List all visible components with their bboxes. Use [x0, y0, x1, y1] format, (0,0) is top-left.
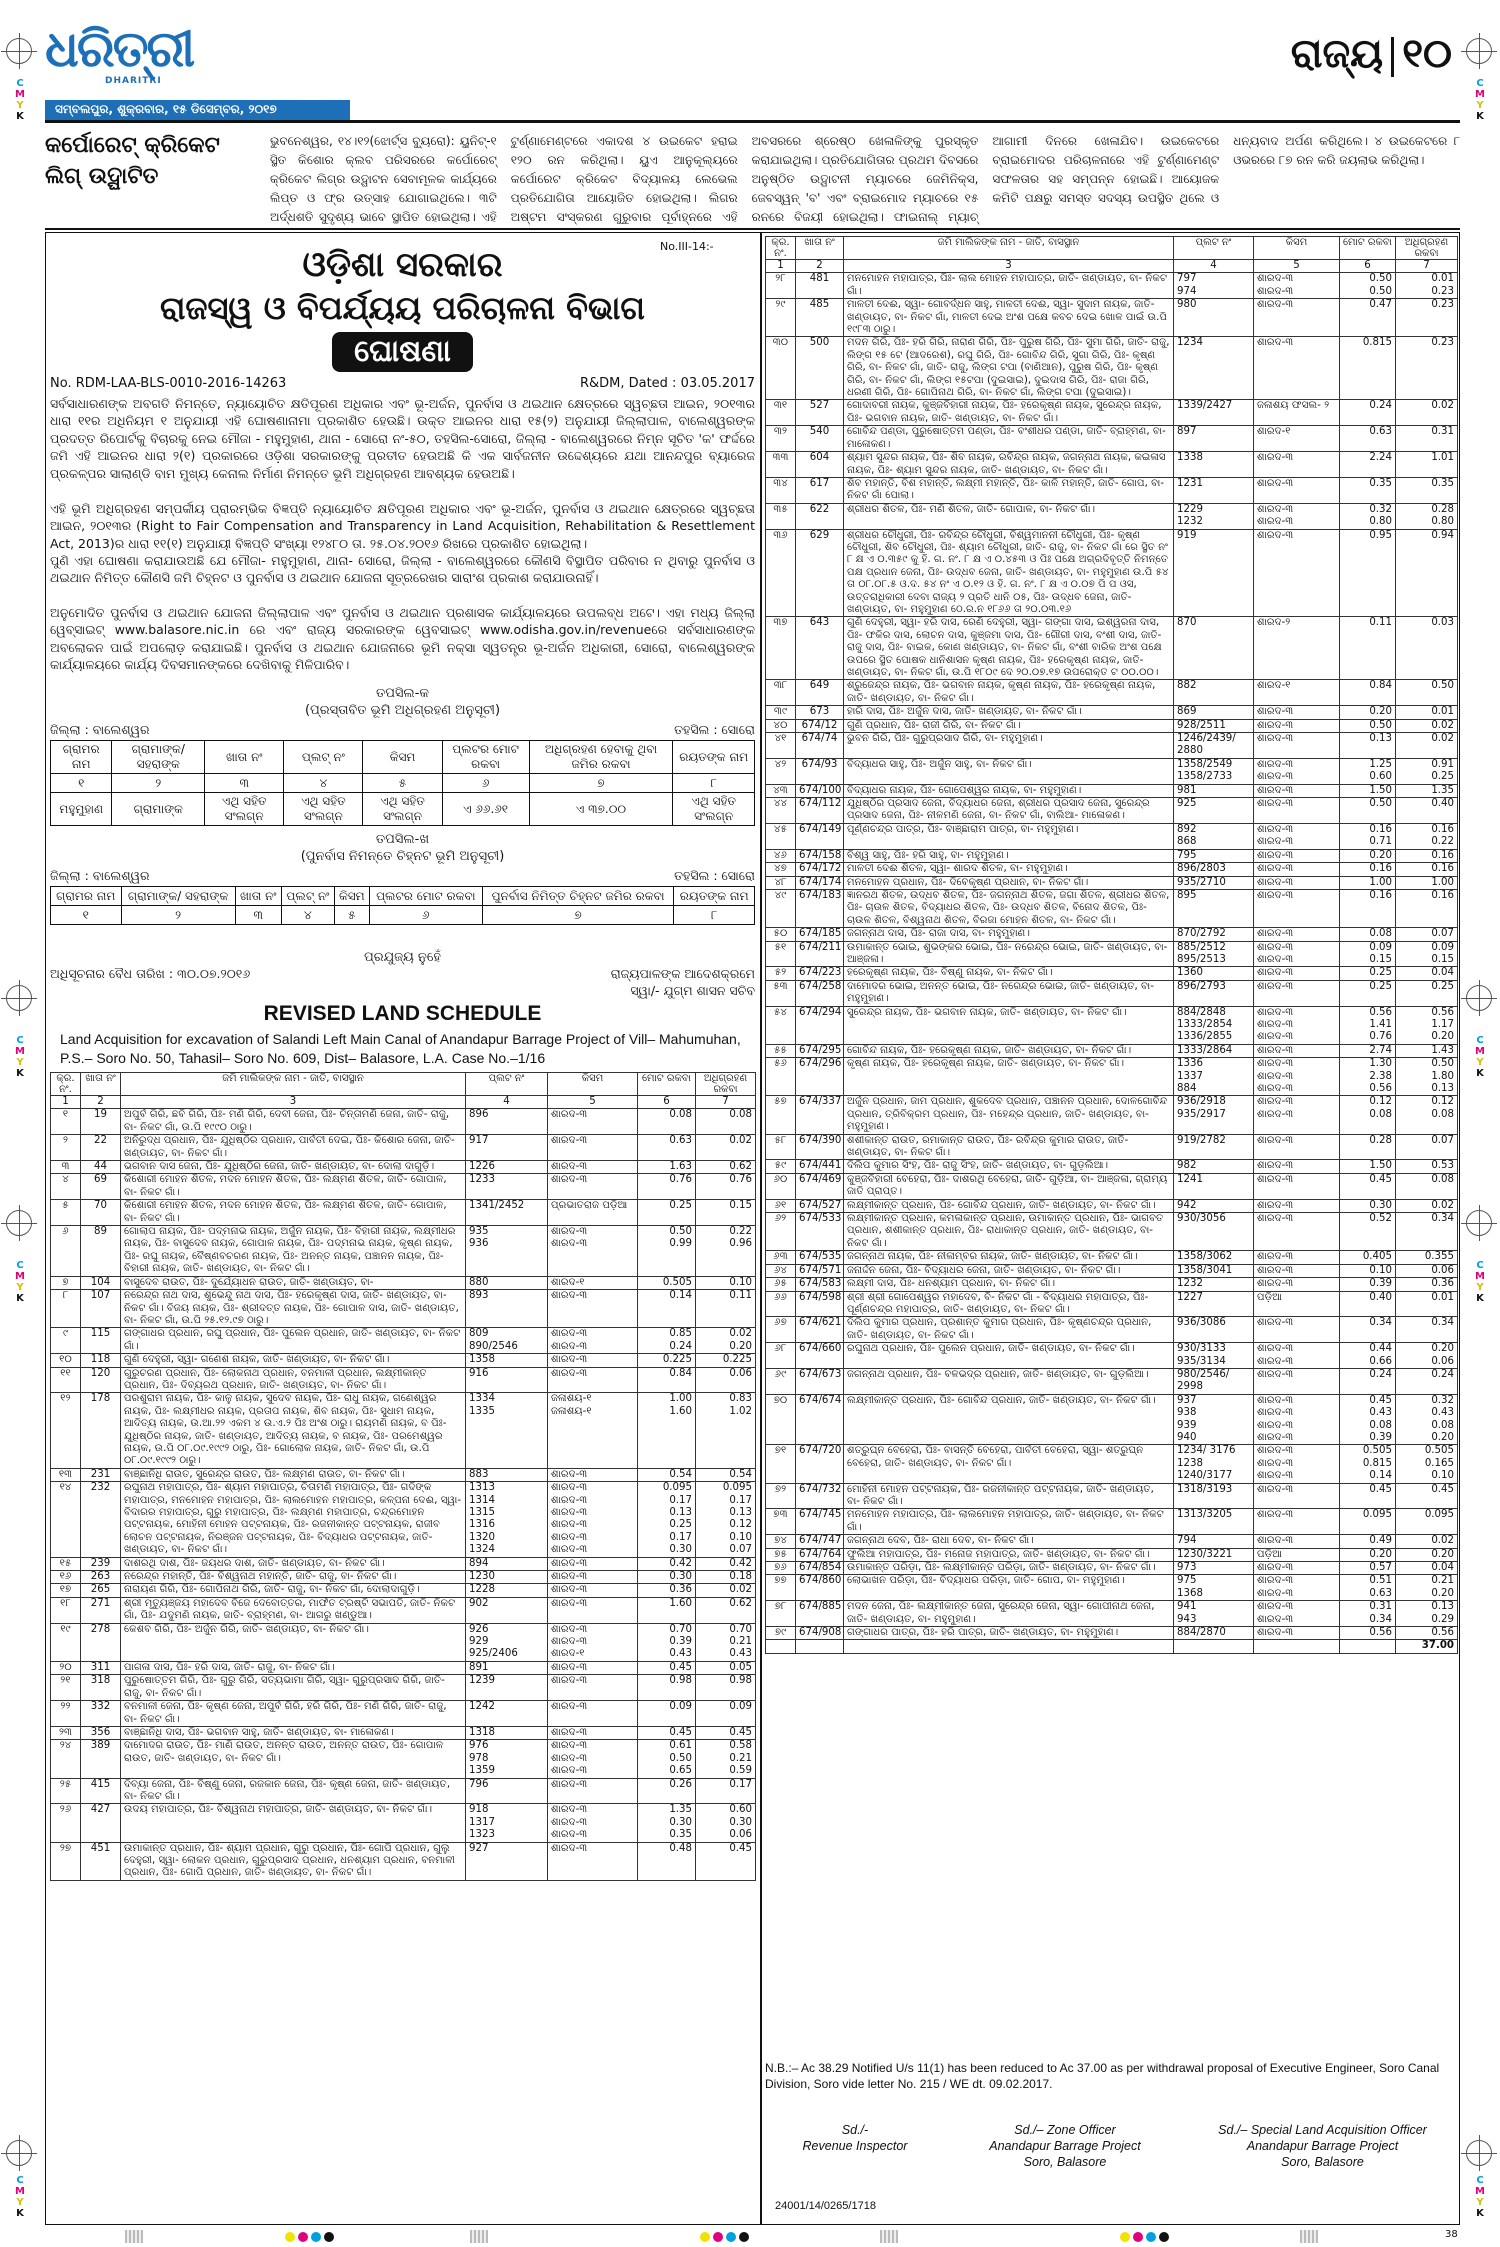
table-row: ୬୩ 674/535 ଜଗନ୍ନାଥ ନାୟକ, ପିଃ- ନୀଳାମ୍ବର ନାୟକ, ଜାତି- ଖଣ୍ଡାୟତ, ବା- ନିକଟ ଗାଁ। 1358/3062 ଶାରଦ-୩ 0.405 0.355 [766, 1251, 1458, 1264]
table-row: ୩୫ 622 ଶ୍ରୀଧର ଶିତଳ, ପିଃ- ମଣି ଶିତଳ, ଜାତି- ଗୋପାଳ, ବା- ନିକଟ ଗାଁ। 1229 1232 ଶାରଦ-୩ ଶାରଦ-୩ 0.32 0.80 0.28 0.80 [766, 503, 1458, 529]
reference-number: No. RDM-LAA-BLS-0010-2016-14263 [50, 376, 287, 391]
schedule-b-title: ତପସିଲ-ଖ [375, 832, 430, 847]
table-row: ୩୬ 629 ଶ୍ରୀଧର ଚୌଧୁରୀ, ପିଃ- ରବିନ୍ଦ୍ର ଚୌଧୁରୀ, ବିଶ୍ୱମାନନୀ ଚୌଧୁରୀ, ପିଃ- କୃଷ୍ଣ ଚୌଧୁରୀ, ଶିବ ଚୌଧୁରୀ, ପିଃ- ଶ୍ୟାମ ଚୌଧୁରୀ, ଜାତି- ରାଜୁ, ବା- ନିକଟ ଗାଁ ରେ ସ୍ଥିତ ନଂ ୮ କ୍ଷ ଏ ୦.୩୫୯ କୁ ହି. ଗ. ନଂ. ୮ କ୍ଷ ଏ ୦.୪୫୩ ଓ ପିଃ ପକ୍ଷେ ଅଗ୍ରଦିବୃତ୍ତି ନିମନ୍ତେ ପକ୍ଷ ପ୍ରଧାନ ଜେନା, ପିଃ- ଉଦ୍ଧବ ଜେନା, ଜାତି- ଖଣ୍ଡାୟତ, ବା- ମହୁମୁହାଣ ଉ.ପି ୫୪ ତା ୦୮.୦୮.୫ ଓ.ଦ. ୫୪ ନଂ ଏ ୦.୧୨ ଓ ହି. ଗ. ନଂ. ୮ କ୍ଷ ଏ ୦.୦୭ ପି ପ ଓସ, ଉତ୍ତରାଧିକାରୀ ଦେବା ରାଜ୍ୟ ୨ ପ୍ରତି ଧାନି ୦୫, ପିଃ- ଉଦ୍ଧବ ଜେନା, ଜାତି- ଖଣ୍ଡାୟତ, ବା- ମହୁମୁହାଣ ଠେ.ର.ନ ୧୮୬୬ ତା ୨୦.୦୩.୧୬ 919 ଶାରଦ-୩ 0.95 0.94 [766, 529, 1458, 617]
gray-bar [1300, 2230, 1318, 2243]
table-row: ୪୦ 674/12 ଗୁଣି ପ୍ରଧାନ, ପିଃ- ରାଜୀ ଗିରି, ବା- ନିକଟ ଗାଁ। 928/2511 ଶାରଦ-୩ 0.50 0.02 [766, 719, 1458, 732]
table-row: ୩୯ 673 ହାରି ଦାସ, ପିଃ- ଅର୍ଜୁନ ଦାସ, ଜାତି- ଖଣ୍ଡାୟତ, ବା- ନିକଟ ଗାଁ। 869 ଶାରଦ-୩ 0.20 0.01 [766, 706, 1458, 719]
gray-bar [880, 2230, 898, 2243]
government-heading [50, 244, 755, 372]
table-row: ୭୨ 674/732 ମୋହିନୀ ମୋହନ ପଟ୍ଟନାୟକ, ପିଃ- ରଜନୀକାନ୍ତ ପଟ୍ଟନାୟକ, ଜାତି- ଖଣ୍ଡାୟତ, ବା- ନିକଟ ଗାଁ। 1318/3193 ଶାରଦ-୩ 0.45 0.45 [766, 1483, 1458, 1509]
color-swatches [285, 2232, 334, 2242]
table-row: ୫୨ 674/223 ହରେକୃଷ୍ଣ ନାୟକ, ପିଃ- ବିଷ୍ଣୁ ନାୟକ, ବା- ନିକଟ ଗାଁ। 1360 ଶାରଦ-୩ 0.25 0.04 [766, 967, 1458, 980]
table-row: ୩୨ 540 ଗୋବିନ୍ଦ ପଣ୍ଡା, ପୁରୁଷୋତ୍ତମ ପଣ୍ଡା, ପିଃ- ବଂଶୀଧର ପଣ୍ଡା, ଜାତି- ବ୍ରାହ୍ମଣ, ବା- ମାଳୋକଣ। 897 ଶାରଦ-୧ 0.63 0.31 [766, 426, 1458, 452]
table-row: ୭୭ 674/860 ଲୋଭାଖନ ପରିଡ଼ା, ପିଃ- ବିଦ୍ୟାଧର ପରିଡ଼ା, ଜାତି- ଗୋପ, ବା- ମହୁମୁହାଣ। 975 1368 ଶାରଦ-୩ ଶାରଦ-୩ 0.51 0.63 0.21 0.20 [766, 1575, 1458, 1601]
news-article [45, 130, 1460, 225]
table-row: ୬୪ 674/571 ଜନାର୍ଦ୍ଦନ ଜେନା, ପିଃ- ବିଦ୍ୟାଧର ଜେନା, ଜାତି- ଖଣ୍ଡାୟତ, ବା- ନିକଟ ଗାଁ। 1358/3041 ଶାରଦ-୩ 0.10 0.06 [766, 1264, 1458, 1277]
total-row [766, 1640, 1458, 1653]
column-divider [760, 232, 762, 2225]
district-label: ଜିଲ୍ଲା : ବାଲେଶ୍ୱର [50, 722, 150, 737]
reference-line [50, 376, 755, 391]
news-body: ଭୁବନେଶ୍ୱର, ୧୪।୧୨(ଝୋର୍ଟ୍ସ ବ୍ୟୁରୋ): ୟୁନିଟ୍-୧ ସ୍ଥିତ କିଶୋର କ୍ଲବ ପରିସରରେ କର୍ପୋରେଟ୍ କ୍ରିକେଟ ଲିଗ୍ର ଉଦ୍ଘାଟନ ସେବାମୂଳକ କାର୍ଯ୍ୟରେ ଲିପ୍ତ ଓ ଫ୍ର ଉତ୍ସାହ ଯୋଗାଇଥିଲେ। ୩ଟି ଅର୍ଦ୍ଧଶତି ସୁଦୃଶ୍ୟ ଭାବେ ସ୍ଥାପିତ ହୋଇଥିଲା। ଏହି ଟୁର୍ଣ୍ଣାମେଣ୍ଟରେ ଏକାଦଶ ୪ ଉଇକେଟ ହରାଇ ୧୨୦ ରନ କରିଥିଲା। ୟୁଏ ଆନୁକୂଲ୍ୟରେ କର୍ପୋରେଟ କ୍ରିକେଟ ବିଦ୍ୟାଳୟ ଲେଭେଲ ପ୍ରତିଯୋଗିତା ଆୟୋଜିତ ହୋଇଥିଲା। ଲିଗର ଅଷ୍ଟମ ସଂସ୍କରଣ ଗୁରୁବାର ପୂର୍ବାହ୍ନରେ ଏହି ଅବସରରେ ଶ୍ରେଷ୍ଠ ଖେଳାଳିଙ୍କୁ ପୁରସ୍କୃତ କରାଯାଇଥିଲା। ପ୍ରତିଯୋଗିତାର ପ୍ରଥମ ଦିବସରେ ଅନୁଷ୍ଠିତ ଉଦ୍ଘାଟନୀ ମ୍ୟାଚରେ ଜେମିନିକ୍ସ, ଜେବସ୍ୱନ୍ 'ବ' ଏବଂ ବ୍ରାଇମୋଦ ମ୍ୟାଚରେ ୧୫ ରନରେ ବିଜୟୀ ହୋଇଥିଲା। ଫାଇନାଲ୍ ମ୍ୟାଚ୍ ଆଗାମୀ ଦିନରେ ଖେଳାଯିବ। ଉଇକେଟରେ ବ୍ରାଇମୋଦର ପରିଚାଳନାରେ ଏହି ଟୁର୍ଣ୍ଣାମେଣ୍ଟ ସଫଳତାର ସହ ସମ୍ପନ୍ନ ହୋଇଛି। ଆୟୋଜକ କମିଟି ପକ୍ଷରୁ ସମସ୍ତ ସଦସ୍ୟ ଉପସ୍ଥିତ ଥିଲେ ଓ ଧନ୍ୟବାଦ ଅର୍ପଣ କରିଥିଲେ। ୪ ଉଇକେଟରେ ୮ ଓଭରରେ ୮୭ ରନ କରି ଜୟଲାଭ କରିଥିଲା। [270, 134, 1460, 224]
notice-paragraph-2: ଏହି ଭୂମି ଅଧିଗ୍ରହଣ ସମ୍ପର୍କୀୟ ପ୍ରାରମ୍ଭିକ ବିଜ୍ଞପ୍ତି ନ୍ୟାୟୋଚିତ କ୍ଷତିପୂରଣ ଅଧିକାର ଏବଂ ଭୂ-ଅର୍ଜନ, ପୁନର୍ବାସ ଓ ଥଇଥାନ କ୍ଷେତ୍ରରେ ସ୍ୱଚ୍ଛତା ଆଇନ, ୨୦୧୩ର (Right to Fair Compensation and Transparency in Land Acquisition, Rehabilitation & Resettlement Act, 2013)ର ଧାରା ୧୧(୧) ଅନୁଯାୟୀ ବିଜ୍ଞପ୍ତି ସଂଖ୍ୟା ୧୨୪୮୦ ତା. ୨୫.୦୪.୨୦୧୬ ରିଖରେ ପ୍ରକାଶିତ ହୋଇଥିଲା। [50, 501, 755, 551]
table-row: ୧୭ 265 ନାରାୟଣ ଗିରି, ପିଃ- ଗୋପିନାଥ ଗିରି, ଜାତି- ରାଜୁ, ବା- ନିକଟ ଗାଁ, ଦୋଲାଦାଗୁଡ଼ି। 1228 ଶାରଦ-୩ 0.36 0.02 [51, 1584, 756, 1597]
notice-number: No.III-14:- [660, 240, 714, 253]
declaration-badge: ଘୋଷଣା [332, 332, 473, 372]
registration-mark-bottom-left [6, 2140, 32, 2166]
schedule-a-table: ଗ୍ରାମର ନାମ ଗ୍ରାମାଙ୍କ/ ସହରାଙ୍କ ଖାତା ନଂ ପ୍ଲଟ୍ ନଂ କିସମ ପ୍ଲଟର ମୋଟ ରକବା ଅଧିଗ୍ରହଣ ହେବାକୁ ଥିବା ଜମିର ରକବା ରୟତଙ୍କ ନାମ ୧ ୨ ୩ ୪ ୫ ୬ ୭ ୮ ମହୁମୁହାଣ ଗ୍ରାମାଙ୍କ ଏଥି ସହିତ ସଂଲଗ୍ନ ଏଥି ସହିତ ସଂଲଗ୍ନ ଏଥି ସହିତ ସଂଲଗ୍ନ ଏ ୬୬.୬୧ ଏ ୩୭.୦୦ ଏଥି ସହିତ ସଂଲଗ୍ନ [50, 740, 755, 826]
table-row: ୭୩ 674/745 ମନମୋହନ ମହାପାତ୍ର, ପିଃ- ଲାଲମୋହନ ମହାପାତ୍ର, ଜାତି- ଖଣ୍ଡାୟତ, ବା- ନିକଟ ଗାଁ। 1313/3205 ଶାରଦ-୩ 0.095 0.095 [766, 1509, 1458, 1535]
district-label: ଜିଲ୍ଲା : ବାଲେଶ୍ୱର [50, 868, 150, 883]
registration-mark-top-left [6, 38, 32, 64]
table-row: ୪୫ 674/149 ପୂର୍ଣ୍ଣଚନ୍ଦ୍ର ପାତ୍ର, ପିଃ- ବାଞ୍ଛାରାମ ପାତ୍ର, ବା- ମହୁମୁହାଣ। 892 868 ଶାରଦ-୩ ଶାରଦ-୩ 0.16 0.71 0.16 0.22 [766, 823, 1458, 849]
signature-land-acquisition-officer: Sd./– Special Land Acquisition Officer Anandapur Barrage Project Soro, Balasore [1218, 2123, 1427, 2169]
cmyk-strip: C M Y K [15, 78, 25, 122]
table-row: ୮ 107 ନରେନ୍ଦ୍ର ନାଥ ଦାସ, ଶୁଭେନ୍ଦୁ ନାଥ ଦାସ, ପିଃ- ହରେକୃଷ୍ଣ ଦାସ, ଜାତି- ଖଣ୍ଡାୟତ, ବା- ନିକଟ ଗାଁ। ବିଜୟ ନାୟକ, ପିଃ- ଶ୍ରୀଦତ୍ତ ନାୟକ, ପିଃ- ଗୋପାଳ ଦାସ, ଜାତି- ଖଣ୍ଡାୟତ, ବା- ନିକଟ ଗାଁ, ଉ.ପି ୨୫.୧୨.୯୭ ଠାରୁ। 893 ଶାରଦ-୩ 0.14 0.11 [51, 1290, 756, 1328]
schedule-a-title: ତପସିଲ-କ [375, 686, 430, 701]
table-row: ୫୬ 674/296 କୃଷ୍ଣ ନାୟକ, ପିଃ- ହରେକୃଷ୍ଣ ନାୟକ, ଜାତି- ଖଣ୍ଡାୟତ, ବା- ନିକଟ ଗାଁ। 1336 1337 884 ଶାରଦ-୩ ଶାରଦ-୩ ଶାରଦ-୩ 1.30 2.38 0.56 0.50 1.80 0.13 [766, 1058, 1458, 1096]
registration-mark-low-left [6, 1210, 32, 1236]
cmyk-strip: C M Y K [15, 1035, 25, 1079]
table-row: ୪୯ 674/183 ଜ୍ଞାନରଥ ଶିତଳ, ଉଦ୍ଧବ ଶିତଳ, ପିଃ- ଜଗନ୍ନାଥ ଶିତଳ, ଜଗା ଶିତଳ, ଶ୍ରୀଧର ଶିତଳ, ପିଃ- ଚାଉଳ ଶିତଳ, ବିଦ୍ୟାଧର ଶିତଳ, ପିଃ- ଉଦ୍ଧବ ଶିତଳ, ବିନୋଦ ଶିତଳ, ପିଃ- ଚାଉଳ ଶିତଳ, ବିଶ୍ୱନାଥ ଶିତଳ, ବିରଜା ମୋହନ ଶିତଳ, ବା- ନିକଟ ଗାଁ। 895 ଶାରଦ-୩ 0.16 0.16 [766, 889, 1458, 927]
table-row: ୧୨ 178 ପରଶୁରାମ ନାୟକ, ପିଃ- କାଳୁ ନାୟକ, ସୁଦେବ ନାୟକ, ପିଃ- ରାଧୁ ନାୟକ, ଗଣେଶ୍ୱର ନାୟକ, ପିଃ- ଲକ୍ଷ୍ମୀଧର ନାୟକ, ପ୍ରତାପ ନାୟକ, ଶିବ ନାୟକ, ପିଃ- ସୁଧାମ ନାୟକ, ଆଦିତ୍ୟ ନାୟକ, ଉ.ଆ.୨୨ ଏକମ ୪ ଉ.ଏ.୨ ପିଃ ଅଂଶ ଠାରୁ। ରାୟମଣି ନାୟକ, ବ ପିଃ- ଯୁଧିଷ୍ଠିର ନାୟକ, ଜାତି- ଖଣ୍ଡାୟତ, ଆଦିତ୍ୟ ନାୟକ, ବ ନାୟକ, ପିଃ- ପରମେଶ୍ୱର ନାୟକ, ଉ.ପି ୦୮.୦୯.୧୯୯୨ ଠାରୁ, ପିଃ- ଗୋଲୋକ ନାୟକ, ଜାତି- ନିକଟ ଗାଁ, ଉ.ପି ୦୮.୦୯.୧୯୯୨ ଠାରୁ। 1334 1335 ଜଳାଶୟ-୧ ଜଳାଶୟ-୧ 1.00 1.60 0.83 1.02 [51, 1393, 756, 1468]
signature-revenue-inspector: Sd./- Revenue Inspector [802, 2123, 908, 2153]
table-row: ୫୯ 674/441 ଦିଲିପ କୁମାର ସିଂହ, ପିଃ- ରାଜୁ ସିଂହ, ଜାତି- ଖଣ୍ଡାୟତ, ବା- ଗୁଡ଼ଲିଆ। 982 ଶାରଦ-୩ 1.50 0.53 [766, 1160, 1458, 1173]
table-row: ୭୧ 674/720 ଶତ୍ରୁଘ୍ନ ବେହେରା, ପିଃ- ବାସନ୍ତି ବେହେରା, ପାର୍ବତୀ ବେହେରା, ସ୍ୱା- ଶତ୍ରୁଘ୍ନ ବେହେରା, ଜାତି- ଖଣ୍ଡାୟତ, ବା- ନିକଟ ଗାଁ। 1234/ 3176 1238 1240/3177 ଶାରଦ-୩ ଶାରଦ-୩ ଶାରଦ-୩ 0.505 0.815 0.14 0.505 0.165 0.10 [766, 1445, 1458, 1483]
masthead [45, 19, 1460, 118]
table-row: ୧୬ 263 ନରେନ୍ଦ୍ର ମହାନ୍ତି, ପିଃ- ବିଶ୍ୱନାଥ ମହାନ୍ତି, ଜାତି- ରାଜୁ, ବା- ନିକଟ ଗାଁ। 1230 ଶାରଦ-୩ 0.30 0.18 [51, 1571, 756, 1584]
table-row: ୭୮ 674/885 ମଦନ ଜେନା, ପିଃ- ଲକ୍ଷ୍ମୀକାନ୍ତ ଜେନା, ସୁରେନ୍ଦ୍ର ଜେନା, ସ୍ୱା- ଗୋପୀନାଥ ଜେନା, ଜାତି- ଖଣ୍ଡାୟତ, ବା- ମହୁମୁହାଣ। 941 943 ଶାରଦ-୩ ଶାରଦ-୩ 0.31 0.34 0.13 0.29 [766, 1601, 1458, 1627]
registration-mark-bottom-right [1466, 2140, 1492, 2166]
revised-schedule-title: REVISED LAND SCHEDULE [263, 1002, 542, 1025]
gray-bar [125, 2230, 143, 2243]
section-title: ରାଜ୍ୟ [1290, 30, 1384, 77]
table-row: ୨୪ 389 ଦାମୋଦର ରାଉତ, ପିଃ- ମାଣି ରାଉତ, ଅନନ୍ତ ରାଉତ, ଅନନ୍ତ ରାଉତ, ପିଃ- ଗୋପାଳ ରାଉତ, ଜାତି- ଖଣ୍ଡାୟତ, ବା- ନିକଟ ଗାଁ। 976 978 1359 ଶାରଦ-୩ ଶାରଦ-୩ ଶାରଦ-୩ 0.61 0.50 0.65 0.58 0.21 0.59 [51, 1740, 756, 1778]
signature-zone-officer: Sd./– Zone Officer Anandapur Barrage Project Soro, Balasore [989, 2123, 1141, 2169]
schedule-a-subtitle: (ପ୍ରସ୍ତାବିତ ଭୂମି ଅଧିଗ୍ରହଣ ଅନୁସୂଚୀ) [304, 703, 501, 718]
table-row: ୭୬ 674/854 ଉମାକାନ୍ତ ପରିଡ଼ା, ପିଃ- ଲକ୍ଷ୍ମୀକାନ୍ତ ପରିଡ଼ା, ଜାତି- ଖଣ୍ଡାୟତ, ବା- ନିକଟ ଗାଁ। 973 ଶାରଦ-୩ 0.57 0.04 [766, 1562, 1458, 1575]
order-by: ରାଜ୍ୟପାଳଙ୍କ ଆଦେଶକ୍ରମେ [610, 966, 755, 981]
land-schedule-table-right: କ୍ର. ନଂ. ଖାତା ନଂ ଜମି ମାଲିକଙ୍କ ନାମ - ଜାତି, ବାସସ୍ଥାନ ପ୍ଲଟ ନଂ କିସମ ମୋଟ ରକବା ଅଧିଗ୍ରହଣ ରକବା 1 2 3 4 5 6 7 ୨୮ 481 ମନମୋହନ ମହାପାତ୍ର, ପିଃ- ଲାଲ ମୋହନ ମହାପାତ୍ର, ଜାତି- ଖଣ୍ଡାୟତ, ବା- ନିକଟ ଗାଁ। 797 974 ଶାରଦ-୩ ଶାରଦ-୩ 0.50 0.50 0.01 0.23 ୨୯ 485 ମାଳତୀ ଦେଈ, ସ୍ୱା- ଗୋବର୍ଦ୍ଧନ ସାହୁ, ମାଳତୀ ଦେଈ, ସ୍ୱା- ସୁଦାମ ନାୟକ, ଜାତି- ଖଣ୍ଡାୟତ, ବା- ନିକଟ ଗାଁ, ମାଳତୀ ଦେଇ ଅଂଶ ପକ୍ଷେ କବଚ ଦେଇ ଖୋଳ ପାଇଁ ଉ.ପି ୧୯୮୩ ଠାରୁ। 980 ଶାରଦ-୩ 0.47 0.23 ୩୦ 500 ମଦନ ଗିରି, ପିଃ- ହରି ଗିରି, ନାରାଣ ଗିରି, ପିଃ- ପୁରୁଷ ଗିରି, ପିଃ- ସୁମା ଗିରି, ଜାତି- ରାଜୁ, ଲିଙ୍ଗ ୧୫ ଟେ (ଆଦରେଶ), ରଘୁ ଗିରି, ପିଃ- ଗୋବିନ୍ଦ ଗିରି, ସୁଗା ଗିରି, ପିଃ- କୃଷ୍ଣ ଗିରି, ବା- ନିକଟ ଗାଁ, ଜାତି- ରାଜୁ, ଲିଙ୍ଗ ଟପା (ବାଣିଆନ), ପୁରୁଷ ଗିରି, ପିଃ- କୃଷ୍ଣ ଗିରି, ବା- ନିକଟ ଗାଁ, ଲିଙ୍ଗ ୧୫ଟପା (ଦୁଇସାଇ), ଦୁଇଦାସ ଗିରି, ପିଃ- ରାଜା ଗିରି, ଧରଣୀ ଗିରି, ପିଃ- ଗୋପିନାଥ ଗିରି, ବା- ନିକଟ ଗାଁ, ଲିଙ୍ଗ ଟପା (ଦୁଇସାଇ)। 1234 ଶାରଦ-୩ 0.815 0.23 ୩୧ 527 ଗୋଦାବରୀ ନାୟକ, କୁଞ୍ଜବିହାରୀ ନାୟକ, ପିଃ- ହରେକୃଷ୍ଣ ନାୟକ, ସୁରେନ୍ଦ୍ର ନାୟକ, ପିଃ- ଭଗବାନ ନାୟକ, ଜାତି- ଖଣ୍ଡାୟତ, ବା- ନିକଟ ଗାଁ। 1339/2427 ଜଳାଶୟ ଫସଲ- ୨ 0.24 0.02 ୩୨ 540 ଗୋବିନ୍ଦ ପଣ୍ଡା, ପୁରୁଷୋତ୍ତମ ପଣ୍ଡା, ପିଃ- ବଂଶୀଧର ପଣ୍ଡା, ଜାତି- ବ୍ରାହ୍ମଣ, ବା- ମାଳୋକଣ। 897 ଶାରଦ-୧ 0.63 0.31 ୩୩ 604 ଶ୍ୟାମ ସୁନ୍ଦର ନାୟକ, ପିଃ- ଶିବ ନାୟକ, ରବିନ୍ଦ୍ର ନାୟକ, ଜଗନ୍ନାଥ ନାୟକ, କଇଳାସ ନାୟକ, ପିଃ- ଶ୍ୟାମ ସୁନ୍ଦର ନାୟକ, ଜାତି- ଖଣ୍ଡାୟତ, ବା- ନିକଟ ଗାଁ। 1338 ଶାରଦ-୩ 2.24 1.01 ୩୪ 617 ଶିବ ମହାନ୍ତି, ବିଶ ମହାନ୍ତି, ଲକ୍ଷ୍ମୀ ମହାନ୍ତି, ପିଃ- କାଳି ମହାନ୍ତି, ଜାତି- ଗୋପ, ବା- ନିକଟ ଗାଁ ପୋଲା। 1231 ଶାରଦ-୩ 0.35 0.35 ୩୫ 622 ଶ୍ରୀଧର ଶିତଳ, ପିଃ- ମଣି ଶିତଳ, ଜାତି- ଗୋପାଳ, ବା- ନିକଟ ଗାଁ। 1229 1232 ଶାରଦ-୩ ଶାରଦ-୩ 0.32 0.80 0.28 0.80 ୩୬ 629 ଶ୍ରୀଧର ଚୌଧୁରୀ, ପିଃ- ରବିନ୍ଦ୍ର ଚୌଧୁରୀ, ବିଶ୍ୱମାନନୀ ଚୌଧୁରୀ, ପିଃ- କୃଷ୍ଣ ଚୌଧୁରୀ, ଶିବ ଚୌଧୁରୀ, ପିଃ- ଶ୍ୟାମ ଚୌଧୁରୀ, ଜାତି- ରାଜୁ, ବା- ନିକଟ ଗାଁ ରେ ସ୍ଥିତ ନଂ ୮ କ୍ଷ ଏ ୦.୩୫୯ କୁ ହି. ଗ. ନଂ. ୮ କ୍ଷ ଏ ୦.୪୫୩ ଓ ପିଃ ପକ୍ଷେ ଅଗ୍ରଦିବୃତ୍ତି ନିମନ୍ତେ ପକ୍ଷ ପ୍ରଧାନ ଜେନା, ପିଃ- ଉଦ୍ଧବ ଜେନା, ଜାତି- ଖଣ୍ଡାୟତ, ବା- ମହୁମୁହାଣ ଉ.ପି ୫୪ ତା ୦୮.୦୮.୫ ଓ.ଦ. ୫୪ ନଂ ଏ ୦.୧୨ ଓ ହି. ଗ. ନଂ. ୮ କ୍ଷ ଏ ୦.୦୭ ପି ପ ଓସ, ଉତ୍ତରାଧିକାରୀ ଦେବା ରାଜ୍ୟ ୨ ପ୍ରତି ଧାନି ୦୫, ପିଃ- ଉଦ୍ଧବ ଜେନା, ଜାତି- ଖଣ୍ଡାୟତ, ବା- ମହୁମୁହାଣ ଠେ.ର.ନ ୧୮୬୬ ତା ୨୦.୦୩.୧୬ 919 ଶାରଦ-୩ 0.95 0.94 ୩୭ 643 ଗୁଣି ଦେହୁରୀ, ସ୍ୱା- ହରି ଦାସ, ରେଣି ଦେହୁରୀ, ସ୍ୱା- ଗଙ୍ଗା ଦାସ, ଇଶ୍ୱରନା ଦାସ, ପିଃ- ଫକିର ଦାସ, ଲୋଚନ ଦାସ, କୁଞ୍ଜମା ଦାସ, ପିଃ- ଗୌରୀ ଦାସ, ବଂଶୀ ଦାସ, ଜାତି- ରାଜୁ ଦାସ, ପିଃ- ବାଇକ, କୋଣ ଖଣ୍ଡାୟତ, ବା- ନିକଟ ଗାଁ, ବଂଶୀ ବାରିକ ଅଂଶ ପକ୍ଷେ ଉପରେ ସ୍ଥିତ ପୋଷକ ଧାନିଶାସନ କୃଷ୍ଣ ନାୟକ, ପିଃ- ହରେକୃଷ୍ଣ ନାୟକ, ଜାତି- ଖଣ୍ଡାୟତ, ବା- ନିକଟ ଗାଁ, ଉ.ପି ୧୮୦୯ ଦେ ୨୦.୦୭.୧୭ ଉପରୋକ୍ତ ଟ ୦୦.୦୦। 870 ଶାରଦ-୨ 0.11 0.03 ୩୮ 649 ଶ୍ରୁଜେନ୍ଦ୍ର ନାୟକ, ପିଃ- ଭଗବାନ ନାୟକ, କୃଷ୍ଣ ନାୟକ, ପିଃ- ହରେକୃଷ୍ଣ ନାୟକ, ଜାତି- ଖଣ୍ଡାୟତ, ବା- ନିକଟ ଗାଁ। 882 ଶାରଦ-୧ 0.84 0.50 ୩୯ 673 ହାରି ଦାସ, ପିଃ- ଅର୍ଜୁନ ଦାସ, ଜାତି- ଖଣ୍ଡାୟତ, ବା- ନିକଟ ଗାଁ। 869 ଶାରଦ-୩ 0.20 0.01 ୪୦ 674/12 ଗୁଣି ପ୍ରଧାନ, ପିଃ- ରାଜୀ ଗିରି, ବା- ନିକଟ ଗାଁ। 928/2511 ଶାରଦ-୩ 0.50 0.02 ୪୧ 674/74 ଭୁବନ ଗିରି, ପିଃ- ଗୁରୁପ୍ରସାଦ ଗିରି, ବା- ମହୁମୁହାଣ। 1246/2439/ 2880 ଶାରଦ-୩ 0.13 0.02 ୪୨ 674/93 ବିଦ୍ୟାଧର ସାହୁ, ପିଃ- ଅର୍ଜୁନ ସାହୁ, ବା- ନିକଟ ଗାଁ। 1358/2549 1358/2733 ଶାରଦ-୩ ଶାରଦ-୩ 1.25 0.60 0.91 0.25 ୪୩ 674/100 ବିଦ୍ୟାଧର ନାୟକ, ପିଃ- ଗୋପେଶ୍ୱର ନାୟକ, ବା- ମହୁମୁହାଣ। 981 ଶାରଦ-୩ 1.50 1.35 ୪୪ 674/112 ଯୁଧିଷ୍ଠିର ପ୍ରସାଦ ଜେନା, ବିଦ୍ୟାଧର ଜେନା, ଶ୍ରୀଧର ପ୍ରସାଦ ଜେନା, ସୁରେନ୍ଦ୍ର ପ୍ରସାଦ ଜେନା, ପିଃ- ନୀଳମଣି ଜେନା, ବା- ନିକଟ ଗାଁ, ବାଲିଆ- ମାଳୋକଣ। 925 ଶାରଦ-୩ 0.50 0.40 ୪୫ 674/149 ପୂର୍ଣ୍ଣଚନ୍ଦ୍ର ପାତ୍ର, ପିଃ- ବାଞ୍ଛାରାମ ପାତ୍ର, ବା- ମହୁମୁହାଣ। 892 868 ଶାରଦ-୩ ଶାରଦ-୩ 0.16 0.71 0.16 0.22 ୪୬ 674/158 ବିଶ୍ୱ ସାହୁ, ପିଃ- ହରି ସାହୁ, ବା- ମହୁମୁହାଣ। 795 ଶାରଦ-୩ 0.20 0.16 ୪୭ 674/172 ମାଳତୀ ଦେଈ ଶିତଳ, ସ୍ୱା- ଶାରଦ ଶିତଳ, ବା- ମହୁମୁହାଣ। 896/2803 ଶାରଦ-୩ 0.16 0.16 ୪୮ 674/174 ମନମୋହନ ପ୍ରଧାନ, ପିଃ- ଦିବେକୃଷ୍ଣ ପ୍ରଧାନ, ବା- ନିକଟ ଗାଁ। 935/2710 ଶାରଦ-୩ 1.00 1.00 ୪୯ 674/183 ଜ୍ଞାନରଥ ଶିତଳ, ଉଦ୍ଧବ ଶିତଳ, ପିଃ- ଜଗନ୍ନାଥ ଶିତଳ, ଜଗା ଶିତଳ, ଶ୍ରୀଧର ଶିତଳ, ପିଃ- ଚାଉଳ ଶିତଳ, ବିଦ୍ୟାଧର ଶିତଳ, ପିଃ- ଉଦ୍ଧବ ଶିତଳ, ବିନୋଦ ଶିତଳ, ପିଃ- ଚାଉଳ ଶିତଳ, ବିଶ୍ୱନାଥ ଶିତଳ, ବିରଜା ମୋହନ ଶିତଳ, ବା- ନିକଟ ଗାଁ। 895 ଶାରଦ-୩ 0.16 0.16 ୫୦ 674/185 ଜଗନ୍ନାଥ ଦାସ, ପିଃ- ରାଜା ଦାସ, ବା- ମହୁମୁହାଣ। 870/2792 ଶାରଦ-୩ 0.08 0.07 ୫୧ 674/211 ଉମାକାନ୍ତ ଭୋଇ, ଶୁଭଙ୍କର ଭୋଇ, ପିଃ- ନରେନ୍ଦ୍ର ଭୋଇ, ଜାତି- ଖଣ୍ଡାୟତ, ବା- ଆଞ୍ଜଳା। 885/2512 895/2513 ଶାରଦ-୩ ଶାରଦ-୩ 0.09 0.15 0.09 0.15 ୫୨ 674/223 ହରେକୃଷ୍ଣ ନାୟକ, ପିଃ- ବିଷ୍ଣୁ ନାୟକ, ବା- ନିକଟ ଗାଁ। 1360 ଶାରଦ-୩ 0.25 0.04 ୫୩ 674/258 ଦାମୋଦର ଭୋଇ, ଅନନ୍ତ ଭୋଇ, ପିଃ- ନରେନ୍ଦ୍ର ଭୋଇ, ଜାତି- ଖଣ୍ଡାୟତ, ବା- ମହୁମୁହାଣ। 896/2793 ଶାରଦ-୩ 0.25 0.25 ୫୪ 674/294 ସୁରେନ୍ଦ୍ର ନାୟକ, ପିଃ- ଭଗବାନ ନାୟକ, ଜାତି- ଖଣ୍ଡାୟତ, ବା- ନିକଟ ଗାଁ। 884/2848 1333/2854 1336/2855 ଶାରଦ-୩ ଶାରଦ-୩ ଶାରଦ-୩ 0.56 1.41 0.76 0.56 1.17 0.20 ୫୫ 674/295 ଗୋବିନ୍ଦ ନାୟକ, ପିଃ- ହରେକୃଷ୍ଣ ନାୟକ, ଜାତି- ଖଣ୍ଡାୟତ, ବା- ନିକଟ ଗାଁ। 1333/2864 ଶାରଦ-୩ 2.74 1.43 ୫୬ 674/296 କୃଷ୍ଣ ନାୟକ, ପିଃ- ହରେକୃଷ୍ଣ ନାୟକ, ଜାତି- ଖଣ୍ଡାୟତ, ବା- ନିକଟ ଗାଁ। 1336 1337 884 ଶାରଦ-୩ ଶାରଦ-୩ ଶାରଦ-୩ 1.30 2.38 0.56 0.50 1.80 0.13 ୫୭ 674/337 ଅର୍ଜୁନ ପ୍ରଧାନ, ଜାମ ପ୍ରଧାନ, ଶୁକଦେବ ପ୍ରଧାନ, ପଞ୍ଚାନନ ପ୍ରଧାନ, ଦୋଳଗୋବିନ୍ଦ ପ୍ରଧାନ, ତ୍ରିବିକ୍ରମ ପ୍ରଧାନ, ପିଃ- ମହେନ୍ଦ୍ର ପ୍ରଧାନ, ଜାତି- ଖଣ୍ଡାୟତ, ବା- ମହୁମୁହାଣ। 936/2918 935/2917 ଶାରଦ-୩ ଶାରଦ-୩ 0.12 0.08 0.12 0.08 ୫୮ 674/390 ଶଶୀକାନ୍ତ ରାଉତ, ରମାକାନ୍ତ ରାଉତ, ପିଃ- ରବିନ୍ଦ୍ର କୁମାର ରାଉତ, ଜାତି- ଖଣ୍ଡାୟତ, ବା- ନିକଟ ଗାଁ। 919/2782 ଶାରଦ-୩ 0.28 0.07 ୫୯ 674/441 ଦିଲିପ କୁମାର ସିଂହ, ପିଃ- ରାଜୁ ସିଂହ, ଜାତି- ଖଣ୍ଡାୟତ, ବା- ଗୁଡ଼ଲିଆ। 982 ଶାରଦ-୩ 1.50 0.53 ୬୦ 674/469 କୁଞ୍ଜବିହାରୀ ବେହେରା, ପିଃ- ଦାଶରଥି ବେହେରା, ଜାତି- ଗୁଡ଼ିଆ, ବା- ଆଞ୍ଜଳା, ଗ୍ରାମ୍ୟ ଜାତି ପ୍ରାପ୍ତ। 1241 ଶାରଦ-୩ 0.45 0.08 ୬୧ 674/527 ଲକ୍ଷ୍ମୀକାନ୍ତ ପ୍ରଧାନ, ପିଃ- ଗୋବିନ୍ଦ ପ୍ରଧାନ, ଜାତି- ଖଣ୍ଡାୟତ, ବା- ନିକଟ ଗାଁ। 942 ଶାରଦ-୩ 0.30 0.02 ୬୨ 674/533 ଲକ୍ଷ୍ମୀକାନ୍ତ ପ୍ରଧାନ, କମଳାକାନ୍ତ ପ୍ରଧାନ, ଉମାକାନ୍ତ ପ୍ରଧାନ, ପିଃ- ଭାଗବତ ପ୍ରଧାନ, ଶଶୀକାନ୍ତ ପ୍ରଧାନ, ପିଃ- ରାଧାକାନ୍ତ ପ୍ରଧାନ, ଜାତି- ଖଣ୍ଡାୟତ, ବା- ନିକଟ ଗାଁ। 930/3056 ଶାରଦ-୩ 0.52 0.34 ୬୩ 674/535 ଜଗନ୍ନାଥ ନାୟକ, ପିଃ- ନୀଳାମ୍ବର ନାୟକ, ଜାତି- ଖଣ୍ଡାୟତ, ବା- ନିକଟ ଗାଁ। 1358/3062 ଶାରଦ-୩ 0.405 0.355 ୬୪ 674/571 ଜନାର୍ଦ୍ଦନ ଜେନା, ପିଃ- ବିଦ୍ୟାଧର ଜେନା, ଜାତି- ଖଣ୍ଡାୟତ, ବା- ନିକଟ ଗାଁ। 1358/3041 ଶାରଦ-୩ 0.10 0.06 ୬୫ 674/583 ଲକ୍ଷ୍ମୀ ଦାସ, ପିଃ- ଧନଶ୍ୟାମ ପ୍ରଧାନ, ବା- ନିକଟ ଗାଁ। 1232 ଶାରଦ-୩ 0.39 0.36 ୬୬ 674/598 ଶ୍ରୀ ଶ୍ରୀ ଗୋପେଶ୍ୱର ମହାଦେବ, ବି- ନିକଟ ଗାଁ - ବିଦ୍ୟାଧର ମହାପାତ୍ର, ପିଃ- ପୂର୍ଣ୍ଣଚନ୍ଦ୍ର ମହାପାତ୍ର, ଜାତି- ଖଣ୍ଡାୟତ, ବା- ନିକଟ ଗାଁ। 1227 ପଡ଼ିଆ 0.40 0.01 ୬୭ 674/621 ଦିଲିପ କୁମାର ପ୍ରଧାନ, ପ୍ରଶାନ୍ତ କୁମାର ପ୍ରଧାନ, ପିଃ- କୃଷ୍ଣଚନ୍ଦ୍ର ପ୍ରଧାନ, ଜାତି- ଖଣ୍ଡାୟତ, ବା- ନିକଟ ଗାଁ। 936/3086 ଶାରଦ-୩ 0.34 0.34 ୬୮ 674/660 ରଘୁନାଥ ପ୍ରଧାନ, ପିଃ- ପୁଲେନ ପ୍ରଧାନ, ଜାତି- ଖଣ୍ଡାୟତ, ବା- ନିକଟ ଗାଁ। 930/3133 935/3134 ଶାରଦ-୩ ଶାରଦ-୩ 0.44 0.66 0.20 0.06 ୬୯ 674/673 ଜଗନ୍ନାଥ ପ୍ରଧାନ, ପିଃ- ବଳଭଦ୍ର ପ୍ରଧାନ, ଜାତି- ଖଣ୍ଡାୟତ, ବା- ଗୁଡ଼ଲିଆ। 980/2546/ 2998 ଶାରଦ-୩ 0.24 0.24 ୭୦ 674/674 ଲକ୍ଷ୍ମୀକାନ୍ତ ପ୍ରଧାନ, ପିଃ- ଗୋବିନ୍ଦ ପ୍ରଧାନ, ଜାତି- ଖଣ୍ଡାୟତ, ବା- ନିକଟ ଗାଁ। 937 938 939 940 ଶାରଦ-୩ ଶାରଦ-୩ ଶାରଦ-୩ ଶାରଦ-୩ 0.45 0.43 0.08 0.39 0.32 0.43 0.08 0.20 ୭୧ 674/720 ଶତ୍ରୁଘ୍ନ ବେହେରା, ପିଃ- ବାସନ୍ତି ବେହେରା, ପାର୍ବତୀ ବେହେରା, ସ୍ୱା- ଶତ୍ରୁଘ୍ନ ବେହେରା, ଜାତି- ଖଣ୍ଡାୟତ, ବା- ନିକଟ ଗାଁ। 1234/ 3176 1238 1240/3177 ଶାରଦ-୩ ଶାରଦ-୩ ଶାରଦ-୩ 0.505 0.815 0.14 0.505 0.165 0.10 ୭୨ 674/732 ମୋହିନୀ ମୋହନ ପଟ୍ଟନାୟକ, ପିଃ- ରଜନୀକାନ୍ତ ପଟ୍ଟନାୟକ, ଜାତି- ଖଣ୍ଡାୟତ, ବା- ନିକଟ ଗାଁ। 1318/3193 ଶାରଦ-୩ 0.45 0.45 ୭୩ 674/745 ମନମୋହନ ମହାପାତ୍ର, ପିଃ- ଲାଲମୋହନ ମହାପାତ୍ର, ଜାତି- ଖଣ୍ଡାୟତ, ବା- ନିକଟ ଗାଁ। 1313/3205 ଶାରଦ-୩ 0.095 0.095 ୭୪ 674/747 ଜଗନ୍ନାଥ ଦେବ, ପିଃ- ରାଧା ଦେବ, ବା- ନିକଟ ଗାଁ। 794 ଶାରଦ-୩ 0.49 0.02 ୭୫ 674/764 ଫୁଲିଆ ମହାପାତ୍ର, ପିଃ- ମନୋଜ ମହାପାତ୍ର, ଜାତି- ଖଣ୍ଡାୟତ, ବା- ନିକଟ ଗାଁ। 1230/3221 ପଡ଼ିଆ 0.20 0.20 ୭୬ 674/854 ଉମାକାନ୍ତ ପରିଡ଼ା, ପିଃ- ଲକ୍ଷ୍ମୀକାନ୍ତ ପରିଡ଼ା, ଜାତି- ଖଣ୍ଡାୟତ, ବା- ନିକଟ ଗାଁ। 973 ଶାରଦ-୩ 0.57 0.04 ୭୭ 674/860 ଲୋଭାଖନ ପରିଡ଼ା, ପିଃ- ବିଦ୍ୟାଧର ପରିଡ଼ା, ଜାତି- ଗୋପ, ବା- ମହୁମୁହାଣ। 975 1368 ଶାରଦ-୩ ଶାରଦ-୩ 0.51 0.63 0.21 0.20 ୭୮ 674/885 ମଦନ ଜେନା, ପିଃ- ଲକ୍ଷ୍ମୀକାନ୍ତ ଜେନା, ସୁରେନ୍ଦ୍ର ଜେନା, ସ୍ୱା- ଗୋପୀନାଥ ଜେନା, ଜାତି- ଖଣ୍ଡାୟତ, ବା- ମହୁମୁହାଣ। 941 943 ଶାରଦ-୩ ଶାରଦ-୩ 0.31 0.34 0.13 0.29 ୭୯ 674/908 ଗଙ୍ଗାଧର ପାତ୍ର, ପିଃ- ହରି ପାତ୍ର, ଜାତି- ଖଣ୍ଡାୟତ, ବା- ମହୁମୁହାଣ। 884/2870 ଶାରଦ-୩ 0.56 0.56 37.00 [765, 236, 1458, 1654]
table-row: ୩୦ 500 ମଦନ ଗିରି, ପିଃ- ହରି ଗିରି, ନାରାଣ ଗିରି, ପିଃ- ପୁରୁଷ ଗିରି, ପିଃ- ସୁମା ଗିରି, ଜାତି- ରାଜୁ, ଲିଙ୍ଗ ୧୫ ଟେ (ଆଦରେଶ), ରଘୁ ଗିରି, ପିଃ- ଗୋବିନ୍ଦ ଗିରି, ସୁଗା ଗିରି, ପିଃ- କୃଷ୍ଣ ଗିରି, ବା- ନିକଟ ଗାଁ, ଜାତି- ରାଜୁ, ଲିଙ୍ଗ ଟପା (ବାଣିଆନ), ପୁରୁଷ ଗିରି, ପିଃ- କୃଷ୍ଣ ଗିରି, ବା- ନିକଟ ଗାଁ, ଲିଙ୍ଗ ୧୫ଟପା (ଦୁଇସାଇ), ଦୁଇଦାସ ଗିରି, ପିଃ- ରାଜା ଗିରି, ଧରଣୀ ଗିରି, ପିଃ- ଗୋପିନାଥ ଗିରି, ବା- ନିକଟ ଗାଁ, ଲିଙ୍ଗ ଟପା (ଦୁଇସାଇ)। 1234 ଶାରଦ-୩ 0.815 0.23 [766, 337, 1458, 400]
table-row: ୩୭ 643 ଗୁଣି ଦେହୁରୀ, ସ୍ୱା- ହରି ଦାସ, ରେଣି ଦେହୁରୀ, ସ୍ୱା- ଗଙ୍ଗା ଦାସ, ଇଶ୍ୱରନା ଦାସ, ପିଃ- ଫକିର ଦାସ, ଲୋଚନ ଦାସ, କୁଞ୍ଜମା ଦାସ, ପିଃ- ଗୌରୀ ଦାସ, ବଂଶୀ ଦାସ, ଜାତି- ରାଜୁ ଦାସ, ପିଃ- ବାଇକ, କୋଣ ଖଣ୍ଡାୟତ, ବା- ନିକଟ ଗାଁ, ବଂଶୀ ବାରିକ ଅଂଶ ପକ୍ଷେ ଉପରେ ସ୍ଥିତ ପୋଷକ ଧାନିଶାସନ କୃଷ୍ଣ ନାୟକ, ପିଃ- ହରେକୃଷ୍ଣ ନାୟକ, ଜାତି- ଖଣ୍ଡାୟତ, ବା- ନିକଟ ଗାଁ, ଉ.ପି ୧୮୦୯ ଦେ ୨୦.୦୭.୧୭ ଉପରୋକ୍ତ ଟ ୦୦.୦୦। 870 ଶାରଦ-୨ 0.11 0.03 [766, 617, 1458, 680]
table-row: ୩୩ 604 ଶ୍ୟାମ ସୁନ୍ଦର ନାୟକ, ପିଃ- ଶିବ ନାୟକ, ରବିନ୍ଦ୍ର ନାୟକ, ଜଗନ୍ନାଥ ନାୟକ, କଇଳାସ ନାୟକ, ପିଃ- ଶ୍ୟାମ ସୁନ୍ଦର ନାୟକ, ଜାତି- ଖଣ୍ଡାୟତ, ବା- ନିକଟ ଗାଁ। 1338 ଶାରଦ-୩ 2.24 1.01 [766, 452, 1458, 478]
table-row: ୨୫ 415 ଦିବ୍ୟା ଜେନା, ପିଃ- ବିଷ୍ଣୁ ଜେନା, ରଜକାନ ଜେନା, ପିଃ- କୃଷ୍ଣ ଜେନା, ଜାତି- ଖଣ୍ଡାୟତ, ବା- ନିକଟ ଗାଁ। 796 ଶାରଦ-୩ 0.26 0.17 [51, 1778, 756, 1804]
schedule-b-table: ଗ୍ରାମର ନାମ ଗ୍ରାମାଙ୍କ/ ସହରାଙ୍କ ଖାତା ନଂ ପ୍ଲଟ୍ ନଂ କିସମ ପ୍ଲଟର ମୋଟ ରକବା ପୁନର୍ବାସ ନିମିତ୍ତ ଚିହ୍ନଟ ଜମିର ରକବା ରୟତଙ୍କ ନାମ ୧ ୨ ୩ ୪ ୫ ୬ ୭ ୮ [50, 886, 755, 925]
government-name: ଓଡ଼ିଶା ସରକାର [302, 245, 503, 285]
table-row: ୬୫ 674/583 ଲକ୍ଷ୍ମୀ ଦାସ, ପିଃ- ଧନଶ୍ୟାମ ପ୍ରଧାନ, ବା- ନିକଟ ଗାଁ। 1232 ଶାରଦ-୩ 0.39 0.36 [766, 1278, 1458, 1291]
tahasil-label: ତହସିଲ : ସୋରୋ [674, 722, 755, 737]
table-row: ୬୧ 674/527 ଲକ୍ଷ୍ମୀକାନ୍ତ ପ୍ରଧାନ, ପିଃ- ଗୋବିନ୍ଦ ପ୍ରଧାନ, ଜାତି- ଖଣ୍ଡାୟତ, ବା- ନିକଟ ଗାଁ। 942 ଶାରଦ-୩ 0.30 0.02 [766, 1199, 1458, 1212]
table-row: ୯ 115 ଗଙ୍ଗାଧର ପ୍ରଧାନ, ରଘୁ ପ୍ରଧାନ, ପିଃ- ପୁଲେନ ପ୍ରଧାନ, ଜାତି- ଖଣ୍ଡାୟତ, ବା- ନିକଟ ଗାଁ। 809 890/2546 ଶାରଦ-୩ ଶାରଦ-୩ 0.85 0.24 0.02 0.20 [51, 1328, 756, 1354]
table-row: ୧୫ 239 ଦାଶରଥି ଦାଶ, ପିଃ- ଜୟଧର ଦାଶ, ଜାତି- ଖଣ୍ଡାୟତ, ବା- ନିକଟ ଗାଁ। 894 ଶାରଦ-୩ 0.42 0.42 [51, 1557, 756, 1570]
tahasil-label: ତହସିଲ : ସୋରୋ [674, 868, 755, 883]
table-row: ୨୮ 481 ମନମୋହନ ମହାପାତ୍ର, ପିଃ- ଲାଲ ମୋହନ ମହାପାତ୍ର, ଜାତି- ଖଣ୍ଡାୟତ, ବା- ନିକଟ ଗାଁ। 797 974 ଶାରଦ-୩ ଶାରଦ-୩ 0.50 0.50 0.01 0.23 [766, 273, 1458, 299]
revised-schedule-subtitle: Land Acquisition for excavation of Salandi Left Main Canal of Anandapur Barrage Project of Vill– Mahumuhan, P.S.– Soro No. 50, Tahasil– Soro No. 609, Dist– Balasore, L.A. Case No.–1/16 [60, 1031, 741, 1066]
table-row: ୫୩ 674/258 ଦାମୋଦର ଭୋଇ, ଅନନ୍ତ ଭୋଇ, ପିଃ- ନରେନ୍ଦ୍ର ଭୋଇ, ଜାତି- ଖଣ୍ଡାୟତ, ବା- ମହୁମୁହାଣ। 896/2793 ଶାରଦ-୩ 0.25 0.25 [766, 980, 1458, 1006]
table-row: ୫୫ 674/295 ଗୋବିନ୍ଦ ନାୟକ, ପିଃ- ହରେକୃଷ୍ଣ ନାୟକ, ଜାତି- ଖଣ୍ଡାୟତ, ବା- ନିକଟ ଗାଁ। 1333/2864 ଶାରଦ-୩ 2.74 1.43 [766, 1044, 1458, 1057]
table-row: ୫ 70 କିଶୋରୀ ମୋହନ ଶିତଳ, ମଦନ ମୋହନ ଶିତଳ, ପିଃ- ଲକ୍ଷ୍ମଣ ଶିତଳ, ଜାତି- ଗୋପାଳ, ବା- ନିକଟ ଗାଁ। 1341/2452 ପ୍ରଭାତରାଜ ପଡ଼ିଆ 0.25 0.15 [51, 1200, 756, 1226]
land-schedule-table-left: କ୍ର. ନଂ. ଖାତା ନଂ ଜମି ମାଲିକଙ୍କ ନାମ - ଜାତି, ବାସସ୍ଥାନ ପ୍ଲଟ ନଂ କିସମ ମୋଟ ରକବା ଅଧିଗ୍ରହଣ ରକବା 1 2 3 4 5 6 7 ୧ 19 ଅପୁର୍ବ ଗିରି, ଛବି ଗିରି, ପିଃ- ମଣି ଗିରି, ଦେବୀ ଜେନା, ପିଃ- ଚିନ୍ତାମଣି ଜେନା, ଜାତି- ରାଜୁ, ବା- ନିକଟ ଗାଁ, ଉ.ପି ୧୯୯୦ ଠାରୁ। 896 ଶାରଦ-୩ 0.08 0.08 ୨ 22 ଅନିରୁଦ୍ଧ ପ୍ରଧାନ, ପିଃ- ଯୁଧିଷ୍ଠିର ପ୍ରଧାନ, ପାର୍ବତୀ ଦେଇ, ପିଃ- କିଶୋର ଜେନା, ଜାତି- ଖଣ୍ଡାୟତ, ବା- ନିକଟ ଗାଁ। 917 ଶାରଦ-୩ 0.63 0.02 ୩ 44 ଭଗବାନ ଦାସ ଜେନା, ପିଃ- ଯୁଧିଷ୍ଠିର ଜେନା, ଜାତି- ଖଣ୍ଡାୟତ, ବା- ଦୋଲା ଦାଗୁଡ଼ି। 1226 ଶାରଦ-୩ 1.63 0.62 ୪ 69 କିଶୋରୀ ମୋହନ ଶିତଳ, ମଦନ ମୋହନ ଶିତଳ, ପିଃ- ଲକ୍ଷ୍ମଣ ଶିତଳ, ଜାତି- ଗୋପାଳ, ବା- ନିକଟ ଗାଁ। 1233 ଶାରଦ-୩ 0.76 0.76 ୫ 70 କିଶୋରୀ ମୋହନ ଶିତଳ, ମଦନ ମୋହନ ଶିତଳ, ପିଃ- ଲକ୍ଷ୍ମଣ ଶିତଳ, ଜାତି- ଗୋପାଳ, ବା- ନିକଟ ଗାଁ। 1341/2452 ପ୍ରଭାତରାଜ ପଡ଼ିଆ 0.25 0.15 ୬ 89 ଗୋଲାପ ନାୟକ, ପିଃ- ପଦ୍ମନାଭ ନାୟକ, ଅର୍ଜୁନ ନାୟକ, ପିଃ- ବିହାରୀ ନାୟକ, ଲକ୍ଷ୍ମୀଧର ନାୟକ, ପିଃ- ବାସୁଦେବ ନାୟକ, ଗୋପାଳ ନାୟକ, ପିଃ- ପଦ୍ମନାଭ ନାୟକ, କୃଷ୍ଣ ନାୟକ, ପିଃ- ରଘୁ ନାୟକ, ବୈଷ୍ଣବଚରଣ ନାୟକ, ପିଃ- ଅନନ୍ତ ନାୟକ, ପଞ୍ଚାନନ ନାୟକ, ପିଃ- ବିହାରୀ ନାୟକ, ଜାତି- ଖଣ୍ଡାୟତ, ବା- ନିକଟ ଗାଁ। 935 936 ଶାରଦ-୩ ଶାରଦ-୩ 0.50 0.99 0.22 0.96 ୭ 104 ବାସୁଦେବ ରାଉତ, ପିଃ- ଦୁର୍ଯ୍ୟୋଧନ ରାଉତ, ଜାତି- ଖଣ୍ଡାୟତ, ବା- 880 ଶାରଦ-୧ 0.505 0.10 ୮ 107 ନରେନ୍ଦ୍ର ନାଥ ଦାସ, ଶୁଭେନ୍ଦୁ ନାଥ ଦାସ, ପିଃ- ହରେକୃଷ୍ଣ ଦାସ, ଜାତି- ଖଣ୍ଡାୟତ, ବା- ନିକଟ ଗାଁ। ବିଜୟ ନାୟକ, ପିଃ- ଶ୍ରୀଦତ୍ତ ନାୟକ, ପିଃ- ଗୋପାଳ ଦାସ, ଜାତି- ଖଣ୍ଡାୟତ, ବା- ନିକଟ ଗାଁ, ଉ.ପି ୨୫.୧୨.୯୭ ଠାରୁ। 893 ଶାରଦ-୩ 0.14 0.11 ୯ 115 ଗଙ୍ଗାଧର ପ୍ରଧାନ, ରଘୁ ପ୍ରଧାନ, ପିଃ- ପୁଲେନ ପ୍ରଧାନ, ଜାତି- ଖଣ୍ଡାୟତ, ବା- ନିକଟ ଗାଁ। 809 890/2546 ଶାରଦ-୩ ଶାରଦ-୩ 0.85 0.24 0.02 0.20 ୧୦ 118 ଗୁଣି ଦେହୁରୀ, ସ୍ୱା- ଗଣେଶ ନାୟକ, ଜାତି- ଖଣ୍ଡାୟତ, ବା- ନିକଟ ଗାଁ। 1358 ଶାରଦ-୩ 0.225 0.225 ୧୧ 120 ଗୁରୁଚରଣ ପ୍ରଧାନ, ପିଃ- ଲୋକନାଥ ପ୍ରଧାନ, ବନମାଳୀ ପ୍ରଧାନ, ଲକ୍ଷ୍ମୀକାନ୍ତ ପ୍ରଧାନ, ପିଃ- ଦିବ୍ୟରଥ ପ୍ରଧାନ, ଜାତି- ଖଣ୍ଡାୟତ, ବା- ନିକଟ ଗାଁ। 916 ଶାରଦ-୩ 0.84 0.06 ୧୨ 178 ପରଶୁରାମ ନାୟକ, ପିଃ- କାଳୁ ନାୟକ, ସୁଦେବ ନାୟକ, ପିଃ- ରାଧୁ ନାୟକ, ଗଣେଶ୍ୱର ନାୟକ, ପିଃ- ଲକ୍ଷ୍ମୀଧର ନାୟକ, ପ୍ରତାପ ନାୟକ, ଶିବ ନାୟକ, ପିଃ- ସୁଧାମ ନାୟକ, ଆଦିତ୍ୟ ନାୟକ, ଉ.ଆ.୨୨ ଏକମ ୪ ଉ.ଏ.୨ ପିଃ ଅଂଶ ଠାରୁ। ରାୟମଣି ନାୟକ, ବ ପିଃ- ଯୁଧିଷ୍ଠିର ନାୟକ, ଜାତି- ଖଣ୍ଡାୟତ, ଆଦିତ୍ୟ ନାୟକ, ବ ନାୟକ, ପିଃ- ପରମେଶ୍ୱର ନାୟକ, ଉ.ପି ୦୮.୦୯.୧୯୯୨ ଠାରୁ, ପିଃ- ଗୋଲୋକ ନାୟକ, ଜାତି- ନିକଟ ଗାଁ, ଉ.ପି ୦୮.୦୯.୧୯୯୨ ଠାରୁ। 1334 1335 ଜଳାଶୟ-୧ ଜଳାଶୟ-୧ 1.00 1.60 0.83 1.02 ୧୩ 231 ବାଞ୍ଛାନିଧି ରାଉତ, ସୁରେନ୍ଦ୍ର ରାଉତ, ପିଃ- ଲକ୍ଷ୍ମଣ ରାଉତ, ବା- ନିକଟ ଗାଁ। 883 ଶାରଦ-୩ 0.54 0.54 ୧୪ 232 ରଘୁନାଥ ମହାପାତ୍ର, ପିଃ- ଶ୍ୟାମ ମହାପାତ୍ର, ଚିତାମଣି ମହାପାତ୍ର, ପିଃ- ଗଦିଙ୍କ ମହାପାତ୍ର, ମନମୋହନ ମହାପାତ୍ର, ପିଃ- ଲାଲମୋହନ ମହାପାତ୍ର, କଳ୍ପନା ଦେଈ, ସ୍ୱା- ବିଦାରର ମହାପାତ୍ର, ଗୁରୁ ମହାପାତ୍ର, ପିଃ- ଲକ୍ଷ୍ମଣ ମହାପାତ୍ର, ଚନ୍ଦ୍ରମୋହନ ପଟ୍ଟନାୟକ, ମୋହିନୀ ମୋହନ ପଟ୍ଟନାୟକ, ପିଃ- ରଜନୀକାନ୍ତ ପଟ୍ଟନାୟକ, ରାଜୀବ ଲୋଚନ ପଟ୍ଟନାୟକ, ନିରଞ୍ଜନ ପଟ୍ଟନାୟକ, ପିଃ- ବିଦ୍ୟାଧର ପଟ୍ଟନାୟକ, ଜାତି- ଖଣ୍ଡାୟତ, ବା- ନିକଟ ଗାଁ। 1313 1314 1315 1316 1320 1324 ଶାରଦ-୩ ଶାରଦ-୩ ଶାରଦ-୩ ଶାରଦ-୩ ଶାରଦ-୩ ଶାରଦ-୩ 0.095 0.17 0.13 0.25 0.17 0.30 0.095 0.17 0.13 0.12 0.10 0.07 ୧୫ 239 ଦାଶରଥି ଦାଶ, ପିଃ- ଜୟଧର ଦାଶ, ଜାତି- ଖଣ୍ଡାୟତ, ବା- ନିକଟ ଗାଁ। 894 ଶାରଦ-୩ 0.42 0.42 ୧୬ 263 ନରେନ୍ଦ୍ର ମହାନ୍ତି, ପିଃ- ବିଶ୍ୱନାଥ ମହାନ୍ତି, ଜାତି- ରାଜୁ, ବା- ନିକଟ ଗାଁ। 1230 ଶାରଦ-୩ 0.30 0.18 ୧୭ 265 ନାରାୟଣ ଗିରି, ପିଃ- ଗୋପିନାଥ ଗିରି, ଜାତି- ରାଜୁ, ବା- ନିକଟ ଗାଁ, ଦୋଲାଦାଗୁଡ଼ି। 1228 ଶାରଦ-୩ 0.36 0.02 ୧୮ 271 ଶ୍ରୀ ମୃତ୍ୟୁଞ୍ଜୟ ମହାଦେବ ବିଜେ ଦେବୋତ୍ତର, ମାର୍ଫତ ଟ୍ରଷ୍ଟି ସଭାପତି, ଜାତି- ନିକଟ ଗାଁ, ପିଃ- ଯଦୁମଣି ନାୟକ, ଜାତି- ବ୍ରାହ୍ମଣ, ବା- ଆଗରୁ ଖଣ୍ଡୁଆ। 902 ଶାରଦ-୩ 1.60 0.62 ୧୯ 278 କେଶବ ଗିରି, ପିଃ- ଅର୍ଜୁନ ଗିରି, ଜାତି- ଖଣ୍ଡାୟତ, ବା- ନିକଟ ଗାଁ। 926 929 925/2406 ଶାରଦ-୩ ଶାରଦ-୩ ଶାରଦ-୧ 0.70 0.39 0.43 0.70 0.21 0.43 ୨୦ 311 ପାଗଳା ଦାସ, ପିଃ- ହରି ଦାସ, ଜାତି- ରାଜୁ, ବା- ନିକଟ ଗାଁ। 891 ଶାରଦ-୩ 0.45 0.05 ୨୧ 318 ପୁରୁଷୋତ୍ତମ ଗିରି, ପିଃ- ଗୁରୁ ଗିରି, ସତ୍ୟଭାମା ଗିରି, ସ୍ୱା- ଗୁରୁପ୍ରସାଦ ଗିରି, ଜାତି- ରାଜୁ, ବା- ନିକଟ ଗାଁ। 1239 ଶାରଦ-୩ 0.98 0.98 ୨୨ 332 ବନମାଳୀ ଜେନା, ପିଃ- କୃଷ୍ଣ ଜେନା, ଅପୁର୍ବ ଗିରି, ହରି ଗିରି, ପିଃ- ମଣି ଗିରି, ଜାତି- ରାଜୁ, ବା- ନିକଟ ଗାଁ। 1242 ଶାରଦ-୩ 0.09 0.09 ୨୩ 356 ବାଞ୍ଛାନିଧି ଦାସ, ପିଃ- ଭଗବାନ ସାହୁ, ଜାତି- ଖଣ୍ଡାୟତ, ବା- ମାଳୋକଣ। 1318 ଶାରଦ-୩ 0.45 0.45 ୨୪ 389 ଦାମୋଦର ରାଉତ, ପିଃ- ମାଣି ରାଉତ, ଅନନ୍ତ ରାଉତ, ଅନନ୍ତ ରାଉତ, ପିଃ- ଗୋପାଳ ରାଉତ, ଜାତି- ଖଣ୍ଡାୟତ, ବା- ନିକଟ ଗାଁ। 976 978 1359 ଶାରଦ-୩ ଶାରଦ-୩ ଶାରଦ-୩ 0.61 0.50 0.65 0.58 0.21 0.59 ୨୫ 415 ଦିବ୍ୟା ଜେନା, ପିଃ- ବିଷ୍ଣୁ ଜେନା, ରଜକାନ ଜେନା, ପିଃ- କୃଷ୍ଣ ଜେନା, ଜାତି- ଖଣ୍ଡାୟତ, ବା- ନିକଟ ଗାଁ। 796 ଶାରଦ-୩ 0.26 0.17 ୨୬ 427 ଉଦୟ ମହାପାତ୍ର, ପିଃ- ବିଶ୍ୱନାଥ ମହାପାତ୍ର, ଜାତି- ଖଣ୍ଡାୟତ, ବା- ନିକଟ ଗାଁ। 918 1317 1323 ଶାରଦ-୩ ଶାରଦ-୩ ଶାରଦ-୩ 1.35 0.30 0.35 0.60 0.30 0.06 ୨୭ 451 ଉମାକାନ୍ତ ପ୍ରଧାନ, ପିଃ- ଶ୍ୟାମ ପ୍ରଧାନ, ଗୁରୁ ପ୍ରଧାନ, ପିଃ- ଗୋପି ପ୍ରଧାନ, ଗୁଲୁ ଦେହୁରୀ, ସ୍ୱା- ଲୋକନ ପ୍ରଧାନ, ଗୁରୁପ୍ରସାଦ ପ୍ରଧାନ, ଧନଶ୍ୟାମ ପ୍ରଧାନ, ବନମାଳୀ ପ୍ରଧାନ, ପିଃ- ଗୋପି ପ୍ରଧାନ, ଜାତି- ଖଣ୍ଡାୟତ, ବା- ନିକଟ ଗାଁ। 927 ଶାରଦ-୩ 0.48 0.45 [50, 1072, 756, 1881]
table-row: ୩ 44 ଭଗବାନ ଦାସ ଜେନା, ପିଃ- ଯୁଧିଷ୍ଠିର ଜେନା, ଜାତି- ଖଣ୍ଡାୟତ, ବା- ଦୋଲା ଦାଗୁଡ଼ି। 1226 ଶାରଦ-୩ 1.63 0.62 [51, 1161, 756, 1174]
table-row: ୧୪ 232 ରଘୁନାଥ ମହାପାତ୍ର, ପିଃ- ଶ୍ୟାମ ମହାପାତ୍ର, ଚିତାମଣି ମହାପାତ୍ର, ପିଃ- ଗଦିଙ୍କ ମହାପାତ୍ର, ମନମୋହନ ମହାପାତ୍ର, ପିଃ- ଲାଲମୋହନ ମହାପାତ୍ର, କଳ୍ପନା ଦେଈ, ସ୍ୱା- ବିଦାରର ମହାପାତ୍ର, ଗୁରୁ ମହାପାତ୍ର, ପିଃ- ଲକ୍ଷ୍ମଣ ମହାପାତ୍ର, ଚନ୍ଦ୍ରମୋହନ ପଟ୍ଟନାୟକ, ମୋହିନୀ ମୋହନ ପଟ୍ଟନାୟକ, ପିଃ- ରଜନୀକାନ୍ତ ପଟ୍ଟନାୟକ, ରାଜୀବ ଲୋଚନ ପଟ୍ଟନାୟକ, ନିରଞ୍ଜନ ପଟ୍ଟନାୟକ, ପିଃ- ବିଦ୍ୟାଧର ପଟ୍ଟନାୟକ, ଜାତି- ଖଣ୍ଡାୟତ, ବା- ନିକଟ ଗାଁ। 1313 1314 1315 1316 1320 1324 ଶାରଦ-୩ ଶାରଦ-୩ ଶାରଦ-୩ ଶାରଦ-୩ ଶାରଦ-୩ ଶାରଦ-୩ 0.095 0.17 0.13 0.25 0.17 0.30 0.095 0.17 0.13 0.12 0.10 0.07 [51, 1482, 756, 1557]
joint-secretary-signature: ସ୍ୱା/- ଯୁଗ୍ମ ଶାସନ ସଚିବ [630, 983, 755, 998]
table-row: ୬୬ 674/598 ଶ୍ରୀ ଶ୍ରୀ ଗୋପେଶ୍ୱର ମହାଦେବ, ବି- ନିକଟ ଗାଁ - ବିଦ୍ୟାଧର ମହାପାତ୍ର, ପିଃ- ପୂର୍ଣ୍ଣଚନ୍ଦ୍ର ମହାପାତ୍ର, ଜାତି- ଖଣ୍ଡାୟତ, ବା- ନିକଟ ଗାଁ। 1227 ପଡ଼ିଆ 0.40 0.01 [766, 1291, 1458, 1317]
table-row: ୨୬ 427 ଉଦୟ ମହାପାତ୍ର, ପିଃ- ବିଶ୍ୱନାଥ ମହାପାତ୍ର, ଜାତି- ଖଣ୍ଡାୟତ, ବା- ନିକଟ ଗାଁ। 918 1317 1323 ଶାରଦ-୩ ଶାରଦ-୩ ଶାରଦ-୩ 1.35 0.30 0.35 0.60 0.30 0.06 [51, 1804, 756, 1842]
news-divider [45, 228, 1460, 230]
reference-date: R&DM, Dated : 03.05.2017 [579, 376, 755, 391]
notice-paragraph-4: ଅନୁମୋଦିତ ପୁନର୍ବାସ ଓ ଥଇଥାନ ଯୋଜନା ଜିଲ୍ଲାପାଳ ଏବଂ ପୁନର୍ବାସ ଓ ଥଇଥାନ ପ୍ରଶାସକ କାର୍ଯ୍ୟାଳୟରେ ଉପଲବ୍ଧ ଅଟେ। ଏହା ମଧ୍ୟ ଜିଲ୍ଲା ୱେବ୍ସାଇଟ୍ www.balasore.nic.in ରେ ଏବଂ ରାଜ୍ୟ ସରକାରଙ୍କ ୱେବସାଇଟ୍ www.odisha.gov.in/revenueରେ ସର୍ବସାଧାରଣଙ୍କ ଅବଲୋକନ ପାଇଁ ଅପଲୋଡ଼ କରାଯାଇଛି। ପୁନର୍ବାସ ଓ ଥଇଥାନ ଯୋଜନାରେ ଭୂମି ନକ୍ସା ସ୍ୱତନ୍ତ୍ର ଭୂ-ଅର୍ଜନ ଅଧିକାରୀ, ସୋରୋ, ବାଲେଶ୍ୱରଙ୍କ କାର୍ଯ୍ୟାଳୟରେ କାର୍ଯ୍ୟ ଦିବସମାନଙ୍କରେ ଦେଖିବାକୁ ମିଳିପାରିବ। [50, 605, 755, 673]
table-row: ମହୁମୁହାଣ ଗ୍ରାମାଙ୍କ ଏଥି ସହିତ ସଂଲଗ୍ନ ଏଥି ସହିତ ସଂଲଗ୍ନ ଏଥି ସହିତ ସଂଲଗ୍ନ ଏ ୬୬.୬୧ ଏ ୩୭.୦୦ ଏଥି ସହିତ ସଂଲଗ୍ନ [51, 793, 755, 826]
page-number-odia: ୧୦ [1402, 30, 1452, 77]
table-row: ୫୮ 674/390 ଶଶୀକାନ୍ତ ରାଉତ, ରମାକାନ୍ତ ରାଉତ, ପିଃ- ରବିନ୍ଦ୍ର କୁମାର ରାଉତ, ଜାତି- ଖଣ୍ଡାୟତ, ବା- ନିକଟ ଗାଁ। 919/2782 ଶାରଦ-୩ 0.28 0.07 [766, 1134, 1458, 1160]
department-name: ରାଜସ୍ୱ ଓ ବିପର୍ଯ୍ୟୟ ପରିଚାଳନା ବିଭାଗ [159, 289, 645, 327]
table-row: ୫୦ 674/185 ଜଗନ୍ନାଥ ଦାସ, ପିଃ- ରାଜା ଦାସ, ବା- ମହୁମୁହାଣ। 870/2792 ଶାରଦ-୩ 0.08 0.07 [766, 928, 1458, 941]
page-number: 38 [1445, 2229, 1458, 2240]
table-row: ୪୭ 674/172 ମାଳତୀ ଦେଈ ଶିତଳ, ସ୍ୱା- ଶାରଦ ଶିତଳ, ବା- ମହୁମୁହାଣ। 896/2803 ଶାରଦ-୩ 0.16 0.16 [766, 863, 1458, 876]
cmyk-strip: C M Y K [15, 1260, 25, 1304]
dateline: ସମ୍ବଲପୁର, ଶୁକ୍ରବାର, ୧୫ ଡିସେମ୍ବର, ୨୦୧୭ [45, 100, 350, 120]
table-row: ୫୧ 674/211 ଉମାକାନ୍ତ ଭୋଇ, ଶୁଭଙ୍କର ଭୋଇ, ପିଃ- ନରେନ୍ଦ୍ର ଭୋଇ, ଜାତି- ଖଣ୍ଡାୟତ, ବା- ଆଞ୍ଜଳା। 885/2512 895/2513 ଶାରଦ-୩ ଶାରଦ-୩ 0.09 0.15 0.09 0.15 [766, 941, 1458, 967]
registration-mark-top-right [1466, 38, 1492, 64]
table-row: ୬୮ 674/660 ରଘୁନାଥ ପ୍ରଧାନ, ପିଃ- ପୁଲେନ ପ୍ରଧାନ, ଜାତି- ଖଣ୍ଡାୟତ, ବା- ନିକଟ ଗାଁ। 930/3133 935/3134 ଶାରଦ-୩ ଶାରଦ-୩ 0.44 0.66 0.20 0.06 [766, 1343, 1458, 1369]
masthead-rule [45, 120, 1460, 123]
gray-bar [470, 2230, 488, 2243]
schedule-a-location [50, 722, 755, 738]
table-row: ୩୧ 527 ଗୋଦାବରୀ ନାୟକ, କୁଞ୍ଜବିହାରୀ ନାୟକ, ପିଃ- ହରେକୃଷ୍ଣ ନାୟକ, ସୁରେନ୍ଦ୍ର ନାୟକ, ପିଃ- ଭଗବାନ ନାୟକ, ଜାତି- ଖଣ୍ଡାୟତ, ବା- ନିକଟ ଗାଁ। 1339/2427 ଜଳାଶୟ ଫସଲ- ୨ 0.24 0.02 [766, 400, 1458, 426]
table-row: ୩୮ 649 ଶ୍ରୁଜେନ୍ଦ୍ର ନାୟକ, ପିଃ- ଭଗବାନ ନାୟକ, କୃଷ୍ଣ ନାୟକ, ପିଃ- ହରେକୃଷ୍ଣ ନାୟକ, ଜାତି- ଖଣ୍ଡାୟତ, ବା- ନିକଟ ଗାଁ। 882 ଶାରଦ-୧ 0.84 0.50 [766, 680, 1458, 706]
table-row: ୧୦ 118 ଗୁଣି ଦେହୁରୀ, ସ୍ୱା- ଗଣେଶ ନାୟକ, ଜାତି- ଖଣ୍ଡାୟତ, ବା- ନିକଟ ଗାଁ। 1358 ଶାରଦ-୩ 0.225 0.225 [51, 1354, 756, 1367]
table-row: ୭୪ 674/747 ଜଗନ୍ନାଥ ଦେବ, ପିଃ- ରାଧା ଦେବ, ବା- ନିକଟ ଗାଁ। 794 ଶାରଦ-୩ 0.49 0.02 [766, 1535, 1458, 1548]
cmyk-strip: C M Y K [1475, 2175, 1485, 2219]
table-row: ୫୪ 674/294 ସୁରେନ୍ଦ୍ର ନାୟକ, ପିଃ- ଭଗବାନ ନାୟକ, ଜାତି- ଖଣ୍ଡାୟତ, ବା- ନିକଟ ଗାଁ। 884/2848 1333/2854 1336/2855 ଶାରଦ-୩ ଶାରଦ-୩ ଶାରଦ-୩ 0.56 1.41 0.76 0.56 1.17 0.20 [766, 1006, 1458, 1044]
registration-mark-mid-right [1466, 985, 1492, 1011]
table-row: ୬୦ 674/469 କୁଞ୍ଜବିହାରୀ ବେହେରା, ପିଃ- ଦାଶରଥି ବେହେରା, ଜାତି- ଗୁଡ଼ିଆ, ବା- ଆଞ୍ଜଳା, ଗ୍ରାମ୍ୟ ଜାତି ପ୍ରାପ୍ତ। 1241 ଶାରଦ-୩ 0.45 0.08 [766, 1173, 1458, 1199]
table-row: ୨୨ 332 ବନମାଳୀ ଜେନା, ପିଃ- କୃଷ୍ଣ ଜେନା, ଅପୁର୍ବ ଗିରି, ହରି ଗିରି, ପିଃ- ମଣି ଗିରି, ଜାତି- ରାଜୁ, ବା- ନିକଟ ଗାଁ। 1242 ଶାରଦ-୩ 0.09 0.09 [51, 1701, 756, 1727]
notice-paragraph-1: ସର୍ବସାଧାରଣଙ୍କ ଅବଗତି ନିମନ୍ତେ, ନ୍ୟାୟୋଚିତ କ୍ଷତିପୂରଣ ଅଧିକାର ଏବଂ ଭୂ-ଅର୍ଜନ, ପୁନର୍ବାସ ଓ ଥଇଥାନ କ୍ଷେତ୍ରରେ ସ୍ୱଚ୍ଛତା ଆଇନ, ୨୦୧୩ର ଧାରା ୧୧ର ଅଧିନିୟମ ୧ ଅନୁଯାୟୀ ଏହି ଘୋଷଣାନାମା ପ୍ରକାଶିତ ହେଉଛି। ଉକ୍ତ ଆଇନର ଧାରା ୧୫(୨) ଅନୁଯାୟୀ ଜିଲ୍ଲାପାଳ, ବାଲେଶ୍ୱରଙ୍କ ପ୍ରଦତ୍ତ ରିପୋର୍ଟକୁ ବିଚାରକୁ ନେଇ ମୌଜା - ମହୁମୁହାଣ, ଥାନା - ସୋରୋ ନଂ-୫୦, ତହସିଲ-ସୋରୋ, ଜିଲ୍ଲା - ବାଲେଶ୍ୱରରେ ନିମ୍ନ ସୂଚିତ 'କ' ଫର୍ଦ୍ଦରେ ଜମି ଏହି ଆଇନର ଧାରା ୨(୧) ପ୍ରକାରରେ ଓଡ଼ିଶା ସରକାରଙ୍କୁ ପ୍ରତୀତ ହେଉଅଛି କି ଏକ ସାର୍ବଜନୀନ ଉଦ୍ଦେଶ୍ୟରେ ଯଥା ଆନନ୍ଦପୁର ବ୍ୟାରେଜ ପ୍ରକଳ୍ପର ସାଲାଣ୍ଡି ବାମ ମୁଖ୍ୟ କେନାଲ ନିର୍ମାଣ ନିମନ୍ତେ ଭୂମି ଅଧିଗ୍ରହଣ ଆବଶ୍ୟକ ହେଉଅଛି। [50, 396, 755, 481]
table-row: ୨୩ 356 ବାଞ୍ଛାନିଧି ଦାସ, ପିଃ- ଭଗବାନ ସାହୁ, ଜାତି- ଖଣ୍ଡାୟତ, ବା- ମାଳୋକଣ। 1318 ଶାରଦ-୩ 0.45 0.45 [51, 1726, 756, 1739]
table-row: ୧ 19 ଅପୁର୍ବ ଗିରି, ଛବି ଗିରି, ପିଃ- ମଣି ଗିରି, ଦେବୀ ଜେନା, ପିଃ- ଚିନ୍ତାମଣି ଜେନା, ଜାତି- ରାଜୁ, ବା- ନିକଟ ଗାଁ, ଉ.ପି ୧୯୯୦ ଠାରୁ। 896 ଶାରଦ-୩ 0.08 0.08 [51, 1109, 756, 1135]
cmyk-strip: C M Y K [1475, 1260, 1485, 1304]
section-header [1291, 30, 1452, 77]
newspaper-logo: ଧରିତ୍ରୀ DHARITRI [45, 19, 194, 86]
table-row: ୭୫ 674/764 ଫୁଲିଆ ମହାପାତ୍ର, ପିଃ- ମନୋଜ ମହାପାତ୍ର, ଜାତି- ଖଣ୍ଡାୟତ, ବା- ନିକଟ ଗାଁ। 1230/3221 ପଡ଼ିଆ 0.20 0.20 [766, 1548, 1458, 1561]
table-row: ୧୯ 278 କେଶବ ଗିରି, ପିଃ- ଅର୍ଜୁନ ଗିରି, ଜାତି- ଖଣ୍ଡାୟତ, ବା- ନିକଟ ଗାଁ। 926 929 925/2406 ଶାରଦ-୩ ଶାରଦ-୩ ଶାରଦ-୧ 0.70 0.39 0.43 0.70 0.21 0.43 [51, 1623, 756, 1661]
table-row: ୬ 89 ଗୋଲାପ ନାୟକ, ପିଃ- ପଦ୍ମନାଭ ନାୟକ, ଅର୍ଜୁନ ନାୟକ, ପିଃ- ବିହାରୀ ନାୟକ, ଲକ୍ଷ୍ମୀଧର ନାୟକ, ପିଃ- ବାସୁଦେବ ନାୟକ, ଗୋପାଳ ନାୟକ, ପିଃ- ପଦ୍ମନାଭ ନାୟକ, କୃଷ୍ଣ ନାୟକ, ପିଃ- ରଘୁ ନାୟକ, ବୈଷ୍ଣବଚରଣ ନାୟକ, ପିଃ- ଅନନ୍ତ ନାୟକ, ପଞ୍ଚାନନ ନାୟକ, ପିଃ- ବିହାରୀ ନାୟକ, ଜାତି- ଖଣ୍ଡାୟତ, ବା- ନିକଟ ଗାଁ। 935 936 ଶାରଦ-୩ ଶାରଦ-୩ 0.50 0.99 0.22 0.96 [51, 1226, 756, 1277]
validity-line [50, 966, 755, 982]
registration-mark-low-right [1466, 1210, 1492, 1236]
table-row: ୪୧ 674/74 ଭୁବନ ଗିରି, ପିଃ- ଗୁରୁପ୍ରସାଦ ଗିରି, ବା- ମହୁମୁହାଣ। 1246/2439/ 2880 ଶାରଦ-୩ 0.13 0.02 [766, 733, 1458, 759]
table-row: ୨୦ 311 ପାଗଳା ଦାସ, ପିଃ- ହରି ଦାସ, ଜାତି- ରାଜୁ, ବା- ନିକଟ ଗାଁ। 891 ଶାରଦ-୩ 0.45 0.05 [51, 1661, 756, 1674]
news-headline: କର୍ପୋରେଟ୍ କ୍ରିକେଟ ଲିଗ୍ ଉଦ୍ଘାଟିତ [45, 132, 220, 189]
table-row: ୬୨ 674/533 ଲକ୍ଷ୍ମୀକାନ୍ତ ପ୍ରଧାନ, କମଳାକାନ୍ତ ପ୍ରଧାନ, ଉମାକାନ୍ତ ପ୍ରଧାନ, ପିଃ- ଭାଗବତ ପ୍ରଧାନ, ଶଶୀକାନ୍ତ ପ୍ରଧାନ, ପିଃ- ରାଧାକାନ୍ତ ପ୍ରଧାନ, ଜାତି- ଖଣ୍ଡାୟତ, ବା- ନିକଟ ଗାଁ। 930/3056 ଶାରଦ-୩ 0.52 0.34 [766, 1213, 1458, 1251]
table-row: ୪୬ 674/158 ବିଶ୍ୱ ସାହୁ, ପିଃ- ହରି ସାହୁ, ବା- ମହୁମୁହାଣ। 795 ଶାରଦ-୩ 0.20 0.16 [766, 849, 1458, 862]
table-row: ୪୩ 674/100 ବିଦ୍ୟାଧର ନାୟକ, ପିଃ- ଗୋପେଶ୍ୱର ନାୟକ, ବା- ମହୁମୁହାଣ। 981 ଶାରଦ-୩ 1.50 1.35 [766, 784, 1458, 797]
table-row: ୪ 69 କିଶୋରୀ ମୋହନ ଶିତଳ, ମଦନ ମୋହନ ଶିତଳ, ପିଃ- ଲକ୍ଷ୍ମଣ ଶିତଳ, ଜାତି- ଗୋପାଳ, ବା- ନିକଟ ଗାଁ। 1233 ଶାରଦ-୩ 0.76 0.76 [51, 1174, 756, 1200]
table-row: ୬୯ 674/673 ଜଗନ୍ନାଥ ପ୍ରଧାନ, ପିଃ- ବଳଭଦ୍ର ପ୍ରଧାନ, ଜାତି- ଖଣ୍ଡାୟତ, ବା- ଗୁଡ଼ଲିଆ। 980/2546/ 2998 ଶାରଦ-୩ 0.24 0.24 [766, 1368, 1458, 1394]
registration-mark-mid-left [6, 985, 32, 1011]
schedule-b-subtitle: (ପୁନର୍ବାସ ନିମନ୍ତେ ଚିହ୍ନଟ ଭୂମି ଅନୁସୂଚୀ) [300, 849, 505, 864]
color-swatches [700, 2232, 749, 2242]
table-row: ୩୪ 617 ଶିବ ମହାନ୍ତି, ବିଶ ମହାନ୍ତି, ଲକ୍ଷ୍ମୀ ମହାନ୍ତି, ପିଃ- କାଳି ମହାନ୍ତି, ଜାତି- ଗୋପ, ବା- ନିକଟ ଗାଁ ପୋଲା। 1231 ଶାରଦ-୩ 0.35 0.35 [766, 477, 1458, 503]
table-row: ୨୧ 318 ପୁରୁଷୋତ୍ତମ ଗିରି, ପିଃ- ଗୁରୁ ଗିରି, ସତ୍ୟଭାମା ଗିରି, ସ୍ୱା- ଗୁରୁପ୍ରସାଦ ଗିରି, ଜାତି- ରାଜୁ, ବା- ନିକଟ ଗାଁ। 1239 ଶାରଦ-୩ 0.98 0.98 [51, 1675, 756, 1701]
cmyk-strip: C M Y K [15, 2175, 25, 2219]
table-row: ୨୯ 485 ମାଳତୀ ଦେଈ, ସ୍ୱା- ଗୋବର୍ଦ୍ଧନ ସାହୁ, ମାଳତୀ ଦେଈ, ସ୍ୱା- ସୁଦାମ ନାୟକ, ଜାତି- ଖଣ୍ଡାୟତ, ବା- ନିକଟ ଗାଁ, ମାଳତୀ ଦେଇ ଅଂଶ ପକ୍ଷେ କବଚ ଦେଇ ଖୋଳ ପାଇଁ ଉ.ପି ୧୯୮୩ ଠାରୁ। 980 ଶାରଦ-୩ 0.47 0.23 [766, 299, 1458, 337]
table-row: ୪୪ 674/112 ଯୁଧିଷ୍ଠିର ପ୍ରସାଦ ଜେନା, ବିଦ୍ୟାଧର ଜେନା, ଶ୍ରୀଧର ପ୍ରସାଦ ଜେନା, ସୁରେନ୍ଦ୍ର ପ୍ରସାଦ ଜେନା, ପିଃ- ନୀଳମଣି ଜେନା, ବା- ନିକଟ ଗାଁ, ବାଲିଆ- ମାଳୋକଣ। 925 ଶାରଦ-୩ 0.50 0.40 [766, 798, 1458, 824]
table-row: ୧୮ 271 ଶ୍ରୀ ମୃତ୍ୟୁଞ୍ଜୟ ମହାଦେବ ବିଜେ ଦେବୋତ୍ତର, ମାର୍ଫତ ଟ୍ରଷ୍ଟି ସଭାପତି, ଜାତି- ନିକଟ ଗାଁ, ପିଃ- ଯଦୁମଣି ନାୟକ, ଜାତି- ବ୍ରାହ୍ମଣ, ବା- ଆଗରୁ ଖଣ୍ଡୁଆ। 902 ଶାରଦ-୩ 1.60 0.62 [51, 1597, 756, 1623]
table-row: ୬୭ 674/621 ଦିଲିପ କୁମାର ପ୍ରଧାନ, ପ୍ରଶାନ୍ତ କୁମାର ପ୍ରଧାନ, ପିଃ- କୃଷ୍ଣଚନ୍ଦ୍ର ପ୍ରଧାନ, ଜାତି- ଖଣ୍ଡାୟତ, ବା- ନିକଟ ଗାଁ। 936/3086 ଶାରଦ-୩ 0.34 0.34 [766, 1317, 1458, 1343]
table-row: ୭୦ 674/674 ଲକ୍ଷ୍ମୀକାନ୍ତ ପ୍ରଧାନ, ପିଃ- ଗୋବିନ୍ଦ ପ୍ରଧାନ, ଜାତି- ଖଣ୍ଡାୟତ, ବା- ନିକଟ ଗାଁ। 937 938 939 940 ଶାରଦ-୩ ଶାରଦ-୩ ଶାରଦ-୩ ଶାରଦ-୩ 0.45 0.43 0.08 0.39 0.32 0.43 0.08 0.20 [766, 1394, 1458, 1445]
table-row: ୭୯ 674/908 ଗଙ୍ଗାଧର ପାତ୍ର, ପିଃ- ହରି ପାତ୍ର, ଜାତି- ଖଣ୍ଡାୟତ, ବା- ମହୁମୁହାଣ। 884/2870 ଶାରଦ-୩ 0.56 0.56 [766, 1627, 1458, 1640]
note-withdrawal: N.B.:– Ac 38.29 Notified U/s 11(1) has been reduced to Ac 37.00 as per withdrawal proposal of Executive Engineer, Soro Canal Division, Soro vide letter No. 215 / WE dt. 09.02.2017. [765, 2061, 1440, 2091]
table-row: ୧୩ 231 ବାଞ୍ଛାନିଧି ରାଉତ, ସୁରେନ୍ଦ୍ର ରାଉତ, ପିଃ- ଲକ୍ଷ୍ମଣ ରାଉତ, ବା- ନିକଟ ଗାଁ। 883 ଶାରଦ-୩ 0.54 0.54 [51, 1468, 756, 1481]
table-row: ୪୨ 674/93 ବିଦ୍ୟାଧର ସାହୁ, ପିଃ- ଅର୍ଜୁନ ସାହୁ, ବା- ନିକଟ ଗାଁ। 1358/2549 1358/2733 ଶାରଦ-୩ ଶାରଦ-୩ 1.25 0.60 0.91 0.25 [766, 758, 1458, 784]
cmyk-strip: C M Y K [1475, 1035, 1485, 1079]
notice-paragraph-3: ପୁଣି ଏହା ଘୋଷଣା କରାଯାଉଅଛି ଯେ ମୌଜା- ମହୁମୁହାଣ, ଥାନା- ସୋରୋ, ଜିଲ୍ଲା - ବାଲେଶ୍ୱରରେ କୌଣସି ବିସ୍ଥାପିତ ପରିବାର ନ ଥିବାରୁ ପୁନର୍ବାସ ଓ ଥଇଥାନ ନିମିତ୍ତ କୌଣସି ଜମି ଚିହ୍ନଟ ଓ ପୁନର୍ବାସ ଓ ଥଇଥାନ ଯୋଜନା ସୂତ୍ରରେଖର ସାରାଂଶ ପ୍ରକାଶ କରାଯାଉନାହିଁ। [50, 553, 755, 586]
schedule-b-location [50, 868, 755, 884]
table-row: ୭ 104 ବାସୁଦେବ ରାଉତ, ପିଃ- ଦୁର୍ଯ୍ୟୋଧନ ରାଉତ, ଜାତି- ଖଣ୍ଡାୟତ, ବା- 880 ଶାରଦ-୧ 0.505 0.10 [51, 1276, 756, 1289]
color-swatches [1120, 2232, 1169, 2242]
table-row: ୪୮ 674/174 ମନମୋହନ ପ୍ରଧାନ, ପିଃ- ଦିବେକୃଷ୍ଣ ପ୍ରଧାନ, ବା- ନିକଟ ଗାଁ। 935/2710 ଶାରଦ-୩ 1.00 1.00 [766, 876, 1458, 889]
cmyk-strip: C M Y K [1475, 78, 1485, 122]
validity-date: ଅଧିସୂଚନାର ବୈଧ ତାରିଖ : ୩୦.୦୭.୨୦୧୬ [50, 966, 251, 981]
advertisement-code: 24001/14/0265/1718 [775, 2200, 876, 2212]
table-row: ୨୭ 451 ଉମାକାନ୍ତ ପ୍ରଧାନ, ପିଃ- ଶ୍ୟାମ ପ୍ରଧାନ, ଗୁରୁ ପ୍ରଧାନ, ପିଃ- ଗୋପି ପ୍ରଧାନ, ଗୁଲୁ ଦେହୁରୀ, ସ୍ୱା- ଲୋକନ ପ୍ରଧାନ, ଗୁରୁପ୍ରସାଦ ପ୍ରଧାନ, ଧନଶ୍ୟାମ ପ୍ରଧାନ, ବନମାଳୀ ପ୍ରଧାନ, ପିଃ- ଗୋପି ପ୍ରଧାନ, ଜାତି- ଖଣ୍ଡାୟତ, ବା- ନିକଟ ଗାଁ। 927 ଶାରଦ-୩ 0.48 0.45 [51, 1842, 756, 1880]
schedule-b-not-applicable: ପ୍ରଯୁଜ୍ୟ ନୁହେଁ [364, 950, 441, 965]
table-row: ୧୧ 120 ଗୁରୁଚରଣ ପ୍ରଧାନ, ପିଃ- ଲୋକନାଥ ପ୍ରଧାନ, ବନମାଳୀ ପ୍ରଧାନ, ଲକ୍ଷ୍ମୀକାନ୍ତ ପ୍ରଧାନ, ପିଃ- ଦିବ୍ୟରଥ ପ୍ରଧାନ, ଜାତି- ଖଣ୍ଡାୟତ, ବା- ନିକଟ ଗାଁ। 916 ଶାରଦ-୩ 0.84 0.06 [51, 1367, 756, 1393]
table-row: ୫୭ 674/337 ଅର୍ଜୁନ ପ୍ରଧାନ, ଜାମ ପ୍ରଧାନ, ଶୁକଦେବ ପ୍ରଧାନ, ପଞ୍ଚାନନ ପ୍ରଧାନ, ଦୋଳଗୋବିନ୍ଦ ପ୍ରଧାନ, ତ୍ରିବିକ୍ରମ ପ୍ରଧାନ, ପିଃ- ମହେନ୍ଦ୍ର ପ୍ରଧାନ, ଜାତି- ଖଣ୍ଡାୟତ, ବା- ମହୁମୁହାଣ। 936/2918 935/2917 ଶାରଦ-୩ ଶାରଦ-୩ 0.12 0.08 0.12 0.08 [766, 1096, 1458, 1134]
total-acquired-area: 37.00 [1396, 1640, 1458, 1653]
table-row: ୨ 22 ଅନିରୁଦ୍ଧ ପ୍ରଧାନ, ପିଃ- ଯୁଧିଷ୍ଠିର ପ୍ରଧାନ, ପାର୍ବତୀ ଦେଇ, ପିଃ- କିଶୋର ଜେନା, ଜାତି- ଖଣ୍ଡାୟତ, ବା- ନିକଟ ଗାଁ। 917 ଶାରଦ-୩ 0.63 0.02 [51, 1135, 756, 1161]
